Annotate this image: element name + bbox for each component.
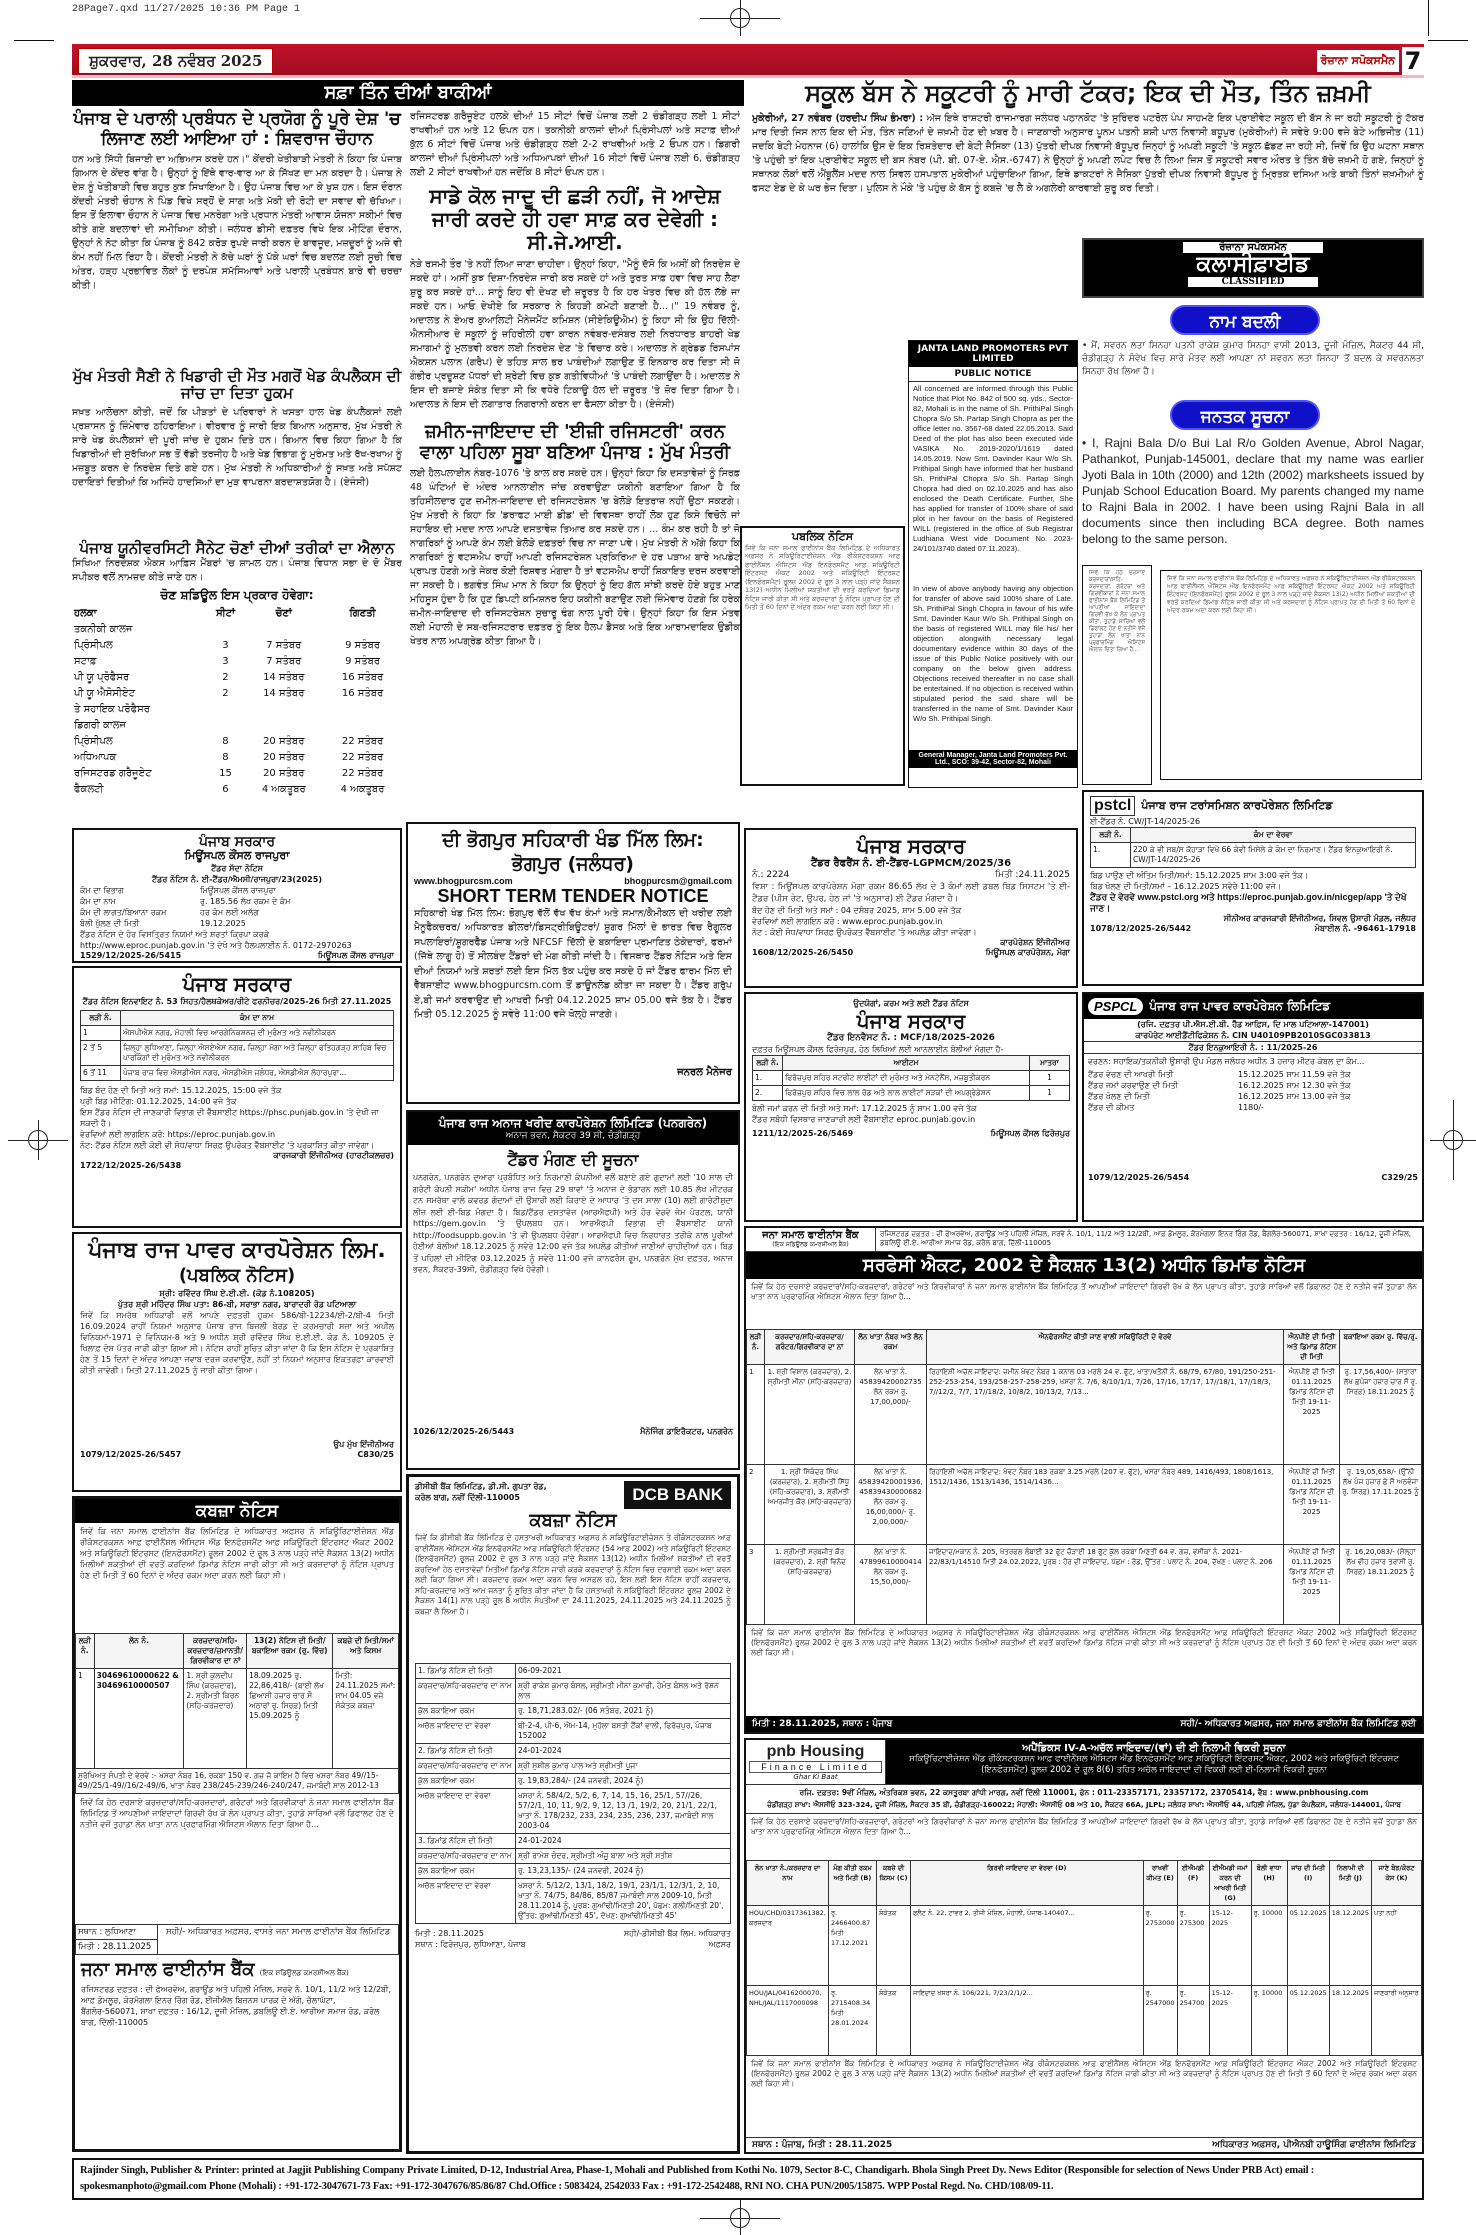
notice-footer: General Manager, Janta Land Promoters Pvt. Ltd., SCO: 39-42, Sector-82, Mohali (909, 750, 1077, 768)
notice-code: 1079/12/2025-26/5457 C830/25 (80, 1450, 394, 1459)
field-row: ਟੈਂਡਰ ਜਮਾਂ ਕਰਵਾਉਣ ਦੀ ਮਿਤੀ 16.12.2025 ਸ਼ਾਮ 12.30 ਵਜੇ ਤੱਕ (1088, 1081, 1351, 1090)
pnb-footer: ਸਥਾਨ : ਪੰਜਾਬ, ਮਿਤੀ : 28.11.2025 ਅਧਿਕਾਰਤ ਅਫ਼ਸਰ, ਪੀਐਨਬੀ ਹਾਊਸਿੰਗ ਫਾਈਨਾਂਸ ਲਿਮਿਟਿਡ (746, 2137, 1422, 2152)
notice-footer: 1026/12/2025-26/5443 ਮੈਨੇਜਿੰਗ ਡਾਇਰੈਕਟਰ, ਪਨਗਰੇਨ (413, 1427, 733, 1436)
notice-body: ਸਹਿਕਾਰੀ ਖੰਡ ਮਿੱਲ ਲਿਮ: ਭੋਗਪੁਰ ਵੱਲੋਂ ਵੱਖ ਵੱਖ ਕੰਮਾਂ ਅਤੇ ਸਮਾਨ/ਕੈਮੀਕਲ ਦੀ ਖਰੀਦ ਲਈ ਮੈਨੂਫੈਕਚਰਰ/ ਅਧਿਕਾਰਤ ਡੀਲਰਾਂ/ਡਿਸਟ੍ਰੀਬਿਊਟਰਾਂ/ ਸ਼ੂਗਰ ਮਿੱਲਾਂ ਦੇ ਭਾਰਤ ਵਿਚ ਰੈਗੂਲਰ ਸਪਲਾਇਰਾਂ/ਸ਼ੂਗਰਫੈੱਡ ਪੰਜਾਬ ਅਤੇ NFCSF ਦਿੱਲੀ ਦੇ ਬਕਾਇਦਾ ਪ੍ਰਮਾਣਿਤ ਠੇਕੇਦਾਰਾਂ, ਫਰਮਾਂ (ਜਿੱਥੇ ਲਾਗੂ ਹੋ) ਤੋਂ ਸੀਲਬੰਦ ਟੈਂਡਰਾਂ ਦੀ ਮੰਗ ਕੀਤੀ ਜਾਂਦੀ ਹੈ। ਵਿਸਥਾਰ ਟੈਂਡਰ ਨੋਟਿਸ ਅਤੇ ਇਸ ਦੀਆਂ ਨਿਯਮਾਂ ਅਤੇ ਸ਼ਰਤਾਂ ਲਈ ਇਸ ਮਿੱਲ ਤੱਕ ਪਹੁੰਚ ਕਰ ਸਕਦੇ ਹੋ ਜਾਂ ਟੈਂਡਰ ਫਾਰਮ ਮਿੱਲ ਦੀ ਵੈੱਬਸਾਈਟ www.bhogpurcsm.com ਤੋਂ ਡਾਊਨਲੋਡ ਕੀਤਾ ਜਾ ਸਕਦਾ ਹੈ। ਟੈਂਡਰ ਗਰੁੱਪ ਏ,ਬੀ ਜਮਾਂ ਕਰਵਾਉਣ ਦੀ ਆਖਰੀ ਮਿਤੀ 04.12.2025 ਸ਼ਾਮ 05.00 ਵਜੇ ਤੱਕ ਹੈ। ਟੈਂਡਰ ਮਿਤੀ 05.12.2025 ਨੂੰ ਸਵੇਰੇ 11:00 ਵਜੇ ਖੋਲ੍ਹੇ ਜਾਣਗੇ। (414, 907, 732, 1021)
mill-title: ਦੀ ਭੋਗਪੁਰ ਸਹਿਕਾਰੀ ਖੰਡ ਮਿੱਲ ਲਿਮ: (442, 829, 704, 851)
headline: ਜ਼ਮੀਨ-ਜਾਇਦਾਦ ਦੀ 'ਈਜ਼ੀ ਰਜਿਸਟਰੀ' ਕਰਨ ਵਾਲਾ ਪਹਿਲਾ ਸੂਬਾ ਬਣਿਆ ਪੰਜਾਬ : ਮੁੱਖ ਮੰਤਰੀ (419, 421, 731, 463)
prebid: ਪ੍ਰੀ ਬਿਡ ਮੀਟਿੰਗ: 01.12.2025, 14:00 ਵਜੇ ਤੱਕ (80, 1097, 237, 1106)
article-body: ਸਖ਼ਤ ਆਲੋਚਨਾ ਕੀਤੀ, ਜਦੋਂ ਕਿ ਪੀੜਤਾਂ ਦੇ ਪਰਿਵਾਰਾਂ ਨੇ ਖਸਤਾ ਹਾਲ ਖੇਡ ਕੰਪਲੈਕਸਾਂ ਲਈ ਪ੍ਰਸ਼ਾਸਨ ਨੂੰ ਜ਼ਿੰਮੇਵਾਰ ਠਹਿਰਾਇਆ। ਵੀਰਵਾਰ ਨੂੰ ਜਾਰੀ ਇਕ ਬਿਆਨ ਅਨੁਸਾਰ, ਮੁੱਖ ਮੰਤਰੀ ਨੇ ਸਾਰੇ ਖੇਡ ਕੰਪਲੈਕਸਾਂ ਦੀ ਪੂਰੀ ਜਾਂਚ ਦੇ ਹੁਕਮ ਦਿਤੇ ਹਨ। ਬਿਆਨ ਵਿਚ ਕਿਹਾ ਗਿਆ ਹੈ ਕਿ ਖਿਡਾਰੀਆਂ ਦੀ ਸੁਰੱਖਿਆ ਸਭ ਤੋਂ ਵੱਡੀ ਤਰਜੀਹ ਹੈ ਅਤੇ ਖੇਡ ਵਿਭਾਗ ਨੂੰ ਮੁਰੰਮਤ ਅਤੇ ਰੱਖ-ਰਖਾਅ ਨੂੰ ਮਜ਼ਬੂਤ ਕਰਨ ਦੇ ਨਿਰਦੇਸ਼ ਦਿਤੇ ਗਏ ਹਨ। ਮੁੱਖ ਮੰਤਰੀ ਨੇ ਅਧਿਕਾਰੀਆਂ ਨੂੰ ਸਖ਼ਤ ਅਤੇ ਸਪੱਸ਼ਟ ਹਦਾਇਤਾਂ ਦਿਤੀਆਂ ਕਿ ਅਜਿਹੇ ਹਾਦਸਿਆਂ ਦਾ ਮੁੜ ਵਾਪਰਨਾ ਬਰਦਾਸ਼ਤਯੋਗ ਹੈ। (ਏਜੰਸੀ) (72, 406, 402, 488)
schedule-row: ਫੈਕਲਟੀ 6 4 ਅਕਤੂਬਰ 4 ਅਕਤੂਬਰ (74, 783, 385, 795)
gov-title: ਪੰਜਾਬ ਸਰਕਾਰ (198, 834, 276, 850)
tender-ferozpur (744, 992, 1078, 1222)
tender-pungrain (406, 1110, 740, 1470)
tender-note: ਨੋਟ : ਕੋਈ ਸੋਧ/ਵਾਧਾ ਸਿਰਫ਼ ਉਪਰੋਕਤ ਵੈੱਬਸਾਈਟ 'ਤੇ ਅਪਲੋਡ ਕੀਤਾ ਜਾਵੇਗਾ। (752, 927, 977, 937)
table-row: ਕਰਜ਼ਦਾਰ/ਸਹਿ-ਕਰਜ਼ਦਾਰ ਦਾ ਨਾਮ ਸ਼੍ਰੀ ਸੁਸ਼ੀਲ ਕੁਮਾਰ ਪਾਲ ਅਤੇ ਸ਼੍ਰੀਮਤੀ ਪੂਜਾ (416, 1759, 731, 1774)
notice-title: ਪਬਲਿਕ ਨੋਟਿਸ (791, 530, 854, 543)
table-row: HOU/CHD/0317361382, ਕਰਜ਼ਦਾਰ ਰੁ. 2466400.87 ਮਿਤੀ 17.12.2021 ਸੰਕੇਤਕ ਫਲੈਟ ਨੰ. 22, ਟਾਵਰ 2, ਤੀਜੀ ਮੰਜ਼ਿਲ, ਮੋਹਾਲੀ, ਪੰਜਾਬ-140407... ਰੁ. 2753000 ਰੁ. 275300 15-12-2025 ਰੁ. 10000 05.12.2025 18.12.2025 ਪਤਾ ਨਹੀਂ (747, 1906, 1422, 1986)
pspcl-title: ਪੰਜਾਬ ਰਾਜ ਪਾਵਰ ਕਾਰਪੋਰੇਸ਼ਨ ਲਿਮਿਟਿਡ (1149, 999, 1331, 1013)
notice-signature-table: ਸਥਾਨ : ਲੁਧਿਆਣਾ ਸਹੀ/- ਅਧਿਕਾਰਤ ਅਫ਼ਸਰ, ਵਾਸਤੇ ਜਨਾ ਸਮਾਲ ਫਾਈਨਾਂਸ ਬੈਂਕ ਲਿਮਿਟਿਡ ਮਿਤੀ : 28.11.2025 (75, 1924, 399, 1955)
article-cji (410, 185, 740, 420)
field-row: ਟੈਂਡਰ ਵੇਚਣ ਦੀ ਆਖਰੀ ਮਿਤੀ 15.12.2025 ਸ਼ਾਮ 11.59 ਵਜੇ ਤੱਕ (1088, 1070, 1351, 1079)
public-info-label: ਜਨਤਕ ਸੂਚਨਾ (1170, 400, 1320, 430)
table-row: ਅਚੱਲ ਜਾਇਦਾਦ ਦਾ ਵੇਰਵਾ ਬੀ-2-4, ਪੀ-6, ਐਮ-14, ਮੁਹੱਲਾ ਬਸਤੀ ਟੈਂਕਾਂ ਵਾਲੀ, ਫਿਰੋਜ਼ਪੁਰ, ਪੰਜਾਬ 152002 (416, 1719, 731, 1744)
field-row: ਕੰਮ ਦੀ ਲਾਗਤ/ਬਿਆਨਾ ਰਕਮ ਹਰ ਕੰਮ ਲਈ ਅਲੱਗ (80, 907, 259, 917)
table-row: ਅਚੱਲ ਜਾਇਦਾਦ ਦਾ ਵੇਰਵਾ ਖਸਰਾ ਨੰ. 5/12/2, 13/1, 18/2, 19/1, 23/1/1, 12/3/1, 2, 10, ਖਾਤਾ ਨੰ. 74/75, 84/86, 85/87 ਜਮਾਬੰਦੀ ਸਾਲ 2009-10, ਮਿਤੀ 28.11.2014 ਨੂੰ, ਪੂਰਬ: ਗੁਆਂਢੀ/ਮਿਣਤੀ 20', ਪੱਛਮ: ਗਲੀ/ਮਿਣਤੀ 20', ਉੱਤਰ: ਗੁਆਂਢੀ/ਮਿਣਤੀ 45', ਦੱਖਣ: ਗੁਆਂਢੀ/ਮਿਣਤੀ 45' (416, 1879, 731, 1924)
pnb-address: ਰਜਿ. ਦਫ਼ਤਰ: 9ਵੀਂ ਮੰਜ਼ਿਲ, ਅੰਤਰਿਕਸ਼ ਭਵਨ, 22 ਕਸਤੂਰਬਾ ਗਾਂਧੀ ਮਾਰਗ, ਨਵੀਂ ਦਿੱਲੀ 110001, ਫੋਨ : 011-23357171, 23357172, 23705414, ਵੈੱਬ : www.pnbhousing.com (746, 1784, 1422, 1800)
dcb-logo: DCB BANK (624, 1481, 731, 1509)
notice-body: ਜਿਵੇਂ ਕਿ ਜਨਾ ਸਮਾਲ ਫਾਈਨਾਂਸ ਬੈਂਕ ਲਿਮਿਟਿਡ ਦੇ ਅਧਿਕਾਰਤ ਅਫ਼ਸਰ ਨੇ ਸਕਿਊਰਿਟਾਈਜ਼ੇਸ਼ਨ ਐਂਡ ਰੀਕੰਸਟਰਕਸ਼ਨ ਆਫ਼ ਫਾਈਨੈਂਸ਼ਲ ਐਸਿਟਸ ਐਂਡ ਇਨਫੋਰਸਮੈਂਟ ਆਫ਼ ਸਕਿਊਰਿਟੀ ਇੰਟਰਸਟ ਐਕਟ 2002 ਅਤੇ ਸਕਿਊਰਿਟੀ ਇੰਟਰਸਟ (ਇਨਫੋਰਸਮੈਂਟ) ਰੂਲਜ਼ 2002 ਦੇ ਰੂਲ 3 ਨਾਲ ਪੜ੍ਹੇ ਜਾਂਦੇ ਸੈਕਸ਼ਨ 13(2) ਅਧੀਨ ਮਿਲੀਆਂ ਸ਼ਕਤੀਆਂ ਦੀ ਵਰਤੋਂ ਕਰਦਿਆਂ ਡਿਮਾਂਡ ਨੋਟਿਸ ਜਾਰੀ ਕੀਤਾ ਸੀ ਅਤੇ ਕਰਜ਼ਦਾਰਾਂ ਨੂੰ ਨੋਟਿਸ ਪ੍ਰਾਪਤ ਹੋਣ ਦੀ ਮਿਤੀ ਤੋਂ 60 ਦਿਨਾਂ ਦੇ ਅੰਦਰ ਰਕਮ ਅਦਾ ਕਰਨ ਲਈ ਕਿਹਾ ਸੀ। (745, 543, 900, 612)
article-easy-registry (410, 422, 740, 784)
classified-notice-right: ਜਿਵੇਂ ਕਿ ਜਨਾ ਸਮਾਲ ਫਾਈਨਾਂਸ ਬੈਂਕ ਲਿਮਿਟਿਡ ਦੇ ਅਧਿਕਾਰਤ ਅਫ਼ਸਰ ਨੇ ਸਕਿਊਰਿਟਾਈਜ਼ੇਸ਼ਨ ਐਂਡ ਰੀਕੰਸਟਰਕਸ਼ਨ ਆਫ਼ ਫਾਈਨੈਂਸ਼ਲ ਐਸਿਟਸ ਐਂਡ ਇਨਫੋਰਸਮੈਂਟ ਆਫ਼ ਸਕਿਊਰਿਟੀ ਇੰਟਰਸਟ ਐਕਟ 2002 ਅਤੇ ਸਕਿਊਰਿਟੀ ਇੰਟਰਸਟ (ਇਨਫੋਰਸਮੈਂਟ) ਰੂਲਜ਼ 2002 ਦੇ ਰੂਲ 3 ਨਾਲ ਪੜ੍ਹੇ ਜਾਂਦੇ ਸੈਕਸ਼ਨ 13(2) ਅਧੀਨ ਮਿਲੀਆਂ ਸ਼ਕਤੀਆਂ ਦੀ ਵਰਤੋਂ ਕਰਦਿਆਂ ਡਿਮਾਂਡ ਨੋਟਿਸ ਜਾਰੀ ਕੀਤਾ ਸੀ ਅਤੇ ਕਰਜ਼ਦਾਰਾਂ ਨੂੰ ਨੋਟਿਸ ਪ੍ਰਾਪਤ ਹੋਣ ਦੀ ਮਿਤੀ ਤੋਂ 60 ਦਿਨਾਂ ਦੇ ਅੰਦਰ ਰਕਮ ਅਦਾ ਕਰਨ ਲਈ ਕਿਹਾ ਸੀ। (1160, 570, 1422, 780)
article-body: ਸਿਖਿਆ ਨਿਰਦੇਸ਼ਕ ਐਕਸ ਆਫ਼ਿਸ ਮੈਂਬਰਾਂ 'ਚ ਸ਼ਾਮਲ ਹਨ। ਪੰਜਾਬ ਵਿਧਾਨ ਸਭਾ ਦੇ ਦੋ ਮੈਂਬਰ ਸਪੀਕਰ ਵਲੋਂ ਨਾਮਜ਼ਦ ਕੀਤੇ ਜਾਣੇ ਹਨ। (72, 558, 402, 584)
demand-table: ਲੜੀ ਨੰ. ਕਰਜ਼ਦਾਰ/ਸਹਿ-ਕਰਜ਼ਦਾਰ/ਗਰੰਟਰ/ਗਿਰਵੀਕਾਰ ਦਾ ਨਾਂ ਲੋਨ ਖਾਤਾ ਨੰਬਰ ਅਤੇ ਲੋਨ ਰਕਮ ਐਨਫੋਰਸਮੈਂਟ ਕੀਤੀ ਜਾਣ ਵਾਲੀ ਸਕਿਉਰਿਟੀ ਦੇ ਵੇਰਵੇ ਐਨਪੀਏ ਦੀ ਮਿਤੀ ਅਤੇ ਡਿਮਾਂਡ ਨੋਟਿਸ ਦੀ ਮਿਤੀ ਬਕਾਇਆ ਰਕਮ ਰੁ. ਵਿੱਚ/ਰੁ. 1 1. ਸ਼੍ਰੀ ਵਿਸ਼ਾਲ (ਕਰਜ਼ਦਾਰ), 2. ਸ਼੍ਰੀਮਤੀ ਮੀਨਾ (ਸਹਿ-ਕਰਜ਼ਦਾਰ) ਲੋਨ ਖਾਤਾ ਨੰ. 45839420002735 ਲੋਨ ਰਕਮ ਰੁ. 17,00,000/- ਰਿਹਾਇਸ਼ੀ ਅਚੱਲ ਜਾਇਦਾਦ: ਜ਼ਮੀਨ ਖੇਵਟ ਨੰਬਰ 1 ਕਨਾਲ 03 ਮਰਲੇ 24 ਵ. ਫੁੱਟ, ਖਾਤਾ/ਖਤੌਨੀ ਨੰ. 68/79, 67/80, 191/250-251-252-253-254, 193/258-257-258-259, ਖਸਰਾ ਨੰ. 7/6, 8/10/1/1, 7/26, 17/16, 17/17, 17//18/1, 17//18/3, 7//12/2, 7/7, 17//18/2, 10/8/2, 10/13/2, 7/13... ਐਨਪੀਏ ਦੀ ਮਿਤੀ 01.11.2025 ਡਿਮਾਂਡ ਨੋਟਿਸ ਦੀ ਮਿਤੀ 19-11-2025 ਰੁ. 17,56,400/- (ਸਤਾਰਾਂ ਲੱਖ ਛਪੰਜਾ ਹਜ਼ਾਰ ਚਾਰ ਸੌ ਰੁ. ਸਿਰਫ਼) 18.11.2025 ਨੂੰ 2 1. ਸ਼੍ਰੀ ਸਿਕੰਦਰ ਸਿੰਘ (ਕਰਜ਼ਦਾਰ), 2. ਸ਼੍ਰੀਮਤੀ ਸਿੱਧੂ (ਸਹਿ-ਕਰਜ਼ਦਾਰ), 3. ਸ਼੍ਰੀਮਤੀ ਅਮਰਜੀਤ ਕੌਰ (ਸਹਿ-ਕਰਜ਼ਦਾਰ) ਲੋਨ ਖਾਤਾ ਨੰ. 45839420001936, 45839430000682 ਲੋਨ ਰਕਮ ਰੁ. 16,00,000/- ਰੁ. 2,00,000/- ਰਿਹਾਇਸ਼ੀ ਅਚੱਲ ਜਾਇਦਾਦ: ਖੇਵਟ ਨੰਬਰ 183 ਰਕਬਾ 3.25 ਮਰਲੇ (207 ਵ. ਫੁੱਟ), ਖਸਰਾ ਨੰਬਰ 489, 1416/493, 1808/1613, 1512/1436, 1513/1436, 1514/1436... ਐਨਪੀਏ ਦੀ ਮਿਤੀ 01.11.2025 ਡਿਮਾਂਡ ਨੋਟਿਸ ਦੀ ਮਿਤੀ 19-11-2025 ਰੁ. 19,05,658/- (ਉੱਨੀ ਲੱਖ ਪੰਜ ਹਜ਼ਾਰ ਛੇ ਸੌ ਅਠਵੰਜਾ ਰੁ. ਸਿਰਫ਼) 17.11.2025 ਨੂੰ 3 1. ਸ਼੍ਰੀਮਤੀ ਸਰਬਜੀਤ ਕੌਰ (ਕਰਜ਼ਦਾਰ), 2. ਸ਼੍ਰੀ ਵਿਨੋਦ (ਸਹਿ-ਕਰਜ਼ਦਾਰ) ਲੋਨ ਖਾਤਾ ਨੰ. 47899610000414 ਲੋਨ ਰਕਮ ਰੁ. 15,50,000/- ਜਾਇਦਾਦ/ਮਕਾਨ ਨੰ. 205, ਖੇਤਰਫਲ ਲੰਬਾਈ 32 ਫੁੱਟ ਚੌੜਾਈ 18 ਫੁੱਟ ਕੁੱਲ ਰਕਬਾ ਮਿਣਤੀ 64 ਵ. ਗਜ਼, ਵਸੀਕਾ ਨੰ. 2021-22/83/1/14510 ਮਿਤੀ 24.02.2022, ਪੂਰਬ : ਹੋਰ ਦੀ ਜਾਇਦਾਦ, ਪੱਛਮ : ਰੋਡ, ਉੱਤਰ : ਪਲਾਟ ਨੰ. 204, ਦੱਖਣ : ਪਲਾਟ ਨੰ. 206 ਐਨਪੀਏ ਦੀ ਮਿਤੀ 01.11.2025 ਡਿਮਾਂਡ ਨੋਟਿਸ ਦੀ ਮਿਤੀ 19-11-2025 ਰੁ. 16,20,083/- (ਸੋਲ੍ਹਾਂ ਲੱਖ ਵੀਹ ਹਜ਼ਾਰ ਤਰਾਸੀ ਰੁ. ਸਿਰਫ਼) 18.11.2025 ਨੂੰ (746, 1329, 1422, 1625)
tender-ref: ਈ-ਟੈਂਡਰ ਨੰ. CW/JT-14/2025-26 (1090, 817, 1201, 826)
table-row: 1 ਐਸਪੀਐਸ ਨਗਰ, ਮੋਹਾਲੀ ਵਿਚ ਆਰਗੇਨਿਕਸ਼ਨਜ਼ ਦੀ ਮੁਰੰਮਤ ਅਤੇ ਨਵੀਨੀਕਰਨ (81, 1026, 394, 1041)
article-body: ਹਨ ਅਤੇ ਸਿੱਧੀ ਬਿਜਾਈ ਦਾ ਅਭਿਆਸ ਕਰਦੇ ਹਨ।" ਕੇਂਦਰੀ ਖੇਤੀਬਾੜੀ ਮੰਤਰੀ ਨੇ ਕਿਹਾ ਕਿ ਪੰਜਾਬ ਗਿਆਨ ਦੇ ਕੇਂਦਰ ਵਾਂਗ ਹੈ। ਉਨ੍ਹਾਂ ਨੂੰ ਇੱਥੇ ਵਾਰ-ਵਾਰ ਆ ਕੇ ਸਿੱਖਣ ਦਾ ਮਨ ਕਰਦਾ ਹੈ। ਪੰਜਾਬ ਨੇ ਦੇਸ਼ ਨੂੰ ਖੇਤੀਬਾੜੀ ਵਿਚ ਬਹੁਤ ਕੁਝ ਸਿਖਾਇਆ ਹੈ। ਉਹ ਪੰਜਾਬ ਵਿਚ ਆ ਕੇ ਖੁਸ਼ ਹਨ। ਇਸ ਦੌਰਾਨ ਕੇਂਦਰੀ ਮੰਤਰੀ ਚੌਹਾਨ ਨੇ ਪਿੰਡ ਵਿਖੇ ਸਰ੍ਹੋਂ ਦੇ ਸਾਗ ਅਤੇ ਮੱਕੀ ਦੀ ਰੋਟੀ ਦਾ ਸਵਾਦ ਵੀ ਚੱਖਿਆ। ਇਸ ਤੋਂ ਇਲਾਵਾ ਚੌਹਾਨ ਨੇ ਪੰਜਾਬ ਵਿਚ ਮਨਰੇਗਾ ਅਤੇ ਪ੍ਰਧਾਨ ਮੰਤਰੀ ਆਵਾਸ ਯੋਜਨਾ ਸਕੀਮਾਂ ਵਿਚ ਕੀਤੇ ਗਏ ਬਦਲਾਵਾਂ ਦੀ ਸਮੀਖਿਆ ਕੀਤੀ। ਜਲੰਧਰ ਡੀਸੀ ਦਫ਼ਤਰ ਵਿਖੇ ਇਕ ਮੀਟਿੰਗ ਦੌਰਾਨ, ਉਨ੍ਹਾਂ ਨੇ ਨੋਟ ਕੀਤਾ ਕਿ ਪੰਜਾਬ ਨੂੰ 842 ਕਰੋੜ ਰੁਪਏ ਜਾਰੀ ਕਰਨ ਦੇ ਬਾਵਜੂਦ, ਮਜ਼ਦੂਰਾਂ ਨੂੰ ਅਜੇ ਵੀ ਕੰਮ ਨਹੀਂ ਮਿਲ ਰਿਹਾ ਹੈ। ਕੇਂਦਰੀ ਮੰਤਰੀ ਨੇ ਕੱਚੇ ਘਰਾਂ ਨੂੰ ਪੱਕੇ ਘਰਾਂ ਵਿਚ ਬਦਲਣ ਲਈ ਸੂਚੀ ਵਿਚ ਅੰਤਰ, ਹੜ੍ਹ ਪ੍ਰਭਾਵਿਤ ਲੋਕਾਂ ਨੂੰ ਦਰਪੇਸ਼ ਸਮੱਸਿਆਵਾਂ ਅਤੇ ਪਰਾਲੀ ਪ੍ਰਬੰਧਨ ਬਾਰੇ ਵੀ ਚਰਚਾ ਕੀਤੀ। (72, 154, 402, 292)
tender-note: ਟੈਂਡਰ ਨੋਟਿਸ ਦੇ ਹੋਰ ਵਿਸਤ੍ਰਿਤ ਨਿਯਮਾਂ ਅਤੇ ਸ਼ਰਤਾਂ ਕ੍ਰਿਪਾ ਕਰਕੇ http://www.eproc.punjab.gov.in 'ਤੇ ਦੇਖੋ ਅਤੇ ਹੈਲਪਲਾਈਨ ਨੰ. 0172-2970263 (80, 929, 352, 950)
table-row: 2 1. ਸ਼੍ਰੀ ਸਿਕੰਦਰ ਸਿੰਘ (ਕਰਜ਼ਦਾਰ), 2. ਸ਼੍ਰੀਮਤੀ ਸਿੱਧੂ (ਸਹਿ-ਕਰਜ਼ਦਾਰ), 3. ਸ਼੍ਰੀਮਤੀ ਅਮਰਜੀਤ ਕੌਰ (ਸਹਿ-ਕਰਜ਼ਦਾਰ) ਲੋਨ ਖਾਤਾ ਨੰ. 45839420001936, 45839430000682 ਲੋਨ ਰਕਮ ਰੁ. 16,00,000/- ਰੁ. 2,00,000/- ਰਿਹਾਇਸ਼ੀ ਅਚੱਲ ਜਾਇਦਾਦ: ਖੇਵਟ ਨੰਬਰ 183 ਰਕਬਾ 3.25 ਮਰਲੇ (207 ਵ. ਫੁੱਟ), ਖਸਰਾ ਨੰਬਰ 489, 1416/493, 1808/1613, 1512/1436, 1513/1436, 1514/1436... ਐਨਪੀਏ ਦੀ ਮਿਤੀ 01.11.2025 ਡਿਮਾਂਡ ਨੋਟਿਸ ਦੀ ਮਿਤੀ 19-11-2025 ਰੁ. 19,05,658/- (ਉੱਨੀ ਲੱਖ ਪੰਜ ਹਜ਼ਾਰ ਛੇ ਸੌ ਅਠਵੰਜਾ ਰੁ. ਸਿਰਫ਼) 17.11.2025 ਨੂੰ (747, 1465, 1422, 1545)
headline: ਸਾਡੇ ਕੋਲ ਜਾਦੂ ਦੀ ਛੜੀ ਨਹੀਂ, ਜੋ ਆਦੇਸ਼ ਜਾਰੀ ਕਰਦੇ ਹੀ ਹਵਾ ਸਾਫ਼ ਕਰ ਦੇਵੇਗੀ : ਸੀ.ਜੇ.ਆਈ. (429, 184, 721, 254)
classified-subtitle: CLASSIFIED (1188, 277, 1318, 287)
company-name: JANTA LAND PROMOTERS PVT LIMITED (909, 341, 1077, 367)
masthead-logo: ਰੋਜ਼ਾਨਾ ਸਪੋਕਸਮੈਨ (1317, 50, 1399, 72)
pspcl-public-notice (72, 1232, 402, 1492)
schedule-row: ਤਕਨੀਕੀ ਕਾਲਜ (74, 623, 133, 635)
closing-date: ਬੰਦ ਹੋਣ ਦੀ ਮਿਤੀ ਅਤੇ ਸਮਾਂ : 04 ਦਸੰਬਰ 2025, ਸ਼ਾਮ 5.00 ਵਜੇ ਤੱਕ (752, 905, 962, 915)
schedule-table (72, 605, 402, 797)
field-row: ਟੈਂਡਰ ਦੀ ਕੀਮਤ 1180/- (1088, 1103, 1264, 1112)
notice-intro: ਜਿਵੇਂ ਕਿ ਜਨਾ ਸਮਾਲ ਫਾਈਨਾਂਸ ਬੈਂਕ ਲਿਮਿਟਿਡ ਦੇ ਅਧਿਕਾਰਤ ਅਫ਼ਸਰ ਨੇ ਸਕਿਊਰਿਟਾਈਜ਼ੇਸ਼ਨ ਐਂਡ ਰੀਕੰਸਟਰਕਸ਼ਨ ਆਫ਼ ਫਾਈਨੈਂਸ਼ਲ ਐਸਿਟਸ ਐਂਡ ਇਨਫੋਰਸਮੈਂਟ ਆਫ਼ ਸਕਿਊਰਿਟੀ ਇੰਟਰਸਟ ਐਕਟ 2002 ਅਤੇ ਸਕਿਊਰਿਟੀ ਇੰਟਰਸਟ (ਇਨਫੋਰਸਮੈਂਟ) ਰੂਲਜ਼ 2002 ਦੇ ਰੂਲ 3 ਨਾਲ ਪੜ੍ਹੇ ਜਾਂਦੇ ਸੈਕਸ਼ਨ 13(2) ਅਧੀਨ ਮਿਲੀਆਂ ਸ਼ਕਤੀਆਂ ਦੀ ਵਰਤੋਂ ਕਰਦਿਆਂ ਡਿਮਾਂਡ ਨੋਟਿਸ ਜਾਰੀ ਕੀਤਾ ਸੀ ਅਤੇ ਕਰਜ਼ਦਾਰਾਂ ਨੂੰ ਨੋਟਿਸ ਪ੍ਰਾਪਤ ਹੋਣ ਦੀ ਮਿਤੀ ਤੋਂ 60 ਦਿਨਾਂ ਦੇ ਅੰਦਰ ਰਕਮ ਅਦਾ ਕਰਨ ਲਈ ਕਿਹਾ ਸੀ। (80, 1527, 394, 1580)
crop-mark-right (1430, 1100, 1476, 1180)
tender-code: 1722/12/2025-26/5438 (80, 1161, 182, 1170)
article-saini (72, 368, 402, 538)
tender-footer: 1608/12/2025-26/5450 ਮਿਊਂਸਪਲ ਕਾਰਪੋਰੇਸ਼ਨ, ਮੋਗਾ (752, 947, 1070, 957)
schedule-row: ਪੀ ਯੂ ਐਸੋਸੀਏਟ 2 14 ਸਤੰਬਰ 16 ਸਤੰਬਰ (74, 687, 384, 699)
notice-title: ਪੰਜਾਬ ਰਾਜ ਪਾਵਰ ਕਾਰਪੋਰੇਸ਼ਨ ਲਿਮ. (88, 1238, 386, 1263)
notice-body-2: In view of above anybody having any objection for transfer of above said 100% share of Late. Sh. PrithiPal Singh Chopra in favour of his wife Smt. Davinder Kaur W/o Sh. Prithipal Singh on the basis of registered WILL may file his/ her objection alongwith necessary legal documentary evidence within 30 days of the issue of this Public Notice positively with our company on the below given address. Objections received thereafter in no case shall be entertained. If no objection is received within stipulated period the said share will be transferred in the name of Smt. Davinder Kaur W/o Sh. Prithipal Singh. (913, 584, 1073, 724)
imprint-footer: Rajinder Singh, Publisher & Printer: printed at Jagjit Publishing Company Private Limited, D-12, Industrial Area, Phase-1, Mohali and Published from Kothi No. 1079, Sector 8-C, Chandigarh. Bhola Singh Preet Dy. News Editor (Responsible for selection of News Under PRB Act) email : spokesmanphoto@gmail.com Phone (Mohali) : +91-172-3047671-73 Fax: +91-172-3047676/85/86/87 Chd.Office : 5083424, 2542033 Fax : +91-172-2542488, RNI NO. CHA PUN/2005/15875. WPP Postal Regd. No. CHD/108/09-11. (72, 2158, 1424, 2200)
table-row: ਕਰਜ਼ਦਾਰ/ਸਹਿ-ਕਰਜ਼ਦਾਰ ਦਾ ਨਾਮ ਸ਼੍ਰੀ ਰਾਮੇਸ਼ ਚੰਦਰ, ਸ਼੍ਰੀਮਤੀ ਅੰਜੂ ਬਾਲਾ ਅਤੇ ਸ਼੍ਰੀ ਸਤੀਸ਼ (416, 1849, 731, 1864)
crop-mark-left (8, 1120, 68, 1160)
email-link[interactable]: bhogpurcsm@gmail.com (624, 876, 732, 886)
classified-title: ਕਲਾਸੀਫ਼ਾਈਡ (1196, 252, 1310, 277)
table-row: 1 1. ਸ਼੍ਰੀ ਵਿਸ਼ਾਲ (ਕਰਜ਼ਦਾਰ), 2. ਸ਼੍ਰੀਮਤੀ ਮੀਨਾ (ਸਹਿ-ਕਰਜ਼ਦਾਰ) ਲੋਨ ਖਾਤਾ ਨੰ. 45839420002735 ਲੋਨ ਰਕਮ ਰੁ. 17,00,000/- ਰਿਹਾਇਸ਼ੀ ਅਚੱਲ ਜਾਇਦਾਦ: ਜ਼ਮੀਨ ਖੇਵਟ ਨੰਬਰ 1 ਕਨਾਲ 03 ਮਰਲੇ 24 ਵ. ਫੁੱਟ, ਖਾਤਾ/ਖਤੌਨੀ ਨੰ. 68/79, 67/80, 191/250-251-252-253-254, 193/258-257-258-259, ਖਸਰਾ ਨੰ. 7/6, 8/10/1/1, 7/26, 17/16, 17/17, 17//18/1, 17//18/3, 7//12/2, 7/7, 17//18/2, 10/8/2, 10/13/2, 7/13... ਐਨਪੀਏ ਦੀ ਮਿਤੀ 01.11.2025 ਡਿਮਾਂਡ ਨੋਟਿਸ ਦੀ ਮਿਤੀ 19-11-2025 ਰੁ. 17,56,400/- (ਸਤਾਰਾਂ ਲੱਖ ਛਪੰਜਾ ਹਜ਼ਾਰ ਚਾਰ ਸੌ ਰੁ. ਸਿਰਫ਼) 18.11.2025 ਨੂੰ (747, 1365, 1422, 1465)
tender-footer: 1079/12/2025-26/5454 C329/25 (1088, 1173, 1418, 1182)
sarfaesi-banner: ਸਰਫੇਸੀ ਐਕਟ, 2002 ਦੇ ਸੈਕਸ਼ਨ 13(2) ਅਧੀਨ ਡਿਮਾਂਡ ਨੋਟਿਸ (746, 1252, 1422, 1279)
janta-land-notice (908, 340, 1078, 788)
notice-body: ਜਿਵੇਂ ਕਿ ਡੀਸੀਬੀ ਬੈਂਕ ਲਿਮਿਟਿਡ ਦੇ ਹਸਤਾਖਰੀ ਅਧਿਕਾਰਤ ਅਫ਼ਸਰ ਨੇ ਸਕਿਊਰਿਟਾਈਜ਼ੇਸ਼ਨ ਤੇ ਰੀਕੰਸਟਰਕਸ਼ਨ ਆਫ਼ ਫਾਈਨੈਂਸ਼ਲ ਐਸਿਟਸ ਐਂਡ ਇਨਫੋਰਸਮੈਂਟ ਆਫ਼ ਸਕਿਊਰਿਟੀ ਇੰਟਰਸਟ (54 ਆਫ਼ 2002) ਅਤੇ ਸਕਿਊਰਿਟੀ ਇੰਟਰਸਟ (ਇਨਫੋਰਸਮੈਂਟ) ਰੂਲਜ਼ 2002 ਦੇ ਰੂਲ 3 ਨਾਲ ਪੜ੍ਹੇ ਜਾਂਦੇ ਸੈਕਸ਼ਨ 13(12) ਅਧੀਨ ਮਿਲੀਆਂ ਸ਼ਕਤੀਆਂ ਦੀ ਵਰਤੋਂ ਕਰਦਿਆਂ ਹੇਠ ਦਸਤਾਵੇਜ਼ਾਂ ਮਿਤੀਆਂ ਡਿਮਾਂਡ ਨੋਟਿਸ ਜਾਰੀ ਕਰਕੇ ਕਰਜ਼ਦਾਰਾਂ ਨੂੰ ਨੋਟਿਸ ਵਿਚ ਦਰਸਾਈ ਰਕਮ ਅਦਾ ਕਰਨ ਲਈ ਕਿਹਾ ਗਿਆ ਸੀ। ਕਰਜ਼ਦਾਰ ਰਕਮ ਅਦਾ ਕਰਨ ਵਿਚ ਅਸਫ਼ਲ ਰਹੇ, ਇਸ ਲਈ ਇਸ ਨੋਟਿਸ ਰਾਹੀਂ ਕਰਜ਼ਦਾਰ, ਸਹਿ-ਕਰਜ਼ਦਾਰ ਅਤੇ ਆਮ ਜਨਤਾ ਨੂੰ ਸੂਚਿਤ ਕੀਤਾ ਜਾਂਦਾ ਹੈ ਕਿ ਹਸਤਾਖਰੀ ਨੇ ਸਕਿਊਰਿਟੀ ਇੰਟਰਸਟ ਰੂਲਜ਼ 2002 ਦੇ ਸੈਕਸ਼ਨ 14(1) ਨਾਲ ਪੜ੍ਹੇ ਰੂਲ 8 ਅਧੀਨ ਸੰਪਤੀਆਂ ਦਾ 24.11.2025, 24.11.2025 ਅਤੇ 24.11.2025 ਨੂੰ ਕਬਜ਼ਾ ਲੈ ਲਿਆ ਹੈ। (415, 1533, 731, 1616)
pnb-title: ਅਪੈਂਡਿਕਸ IV-A-ਅਚੱਲ ਜਾਇਦਾਦ/(ਵਾਂ) ਦੀ ਈ ਨਿਲਾਮੀ ਵਿਕਰੀ ਸੂਚਨਾ ਸਕਿਊਰਿਟਾਈਜ਼ੇਸ਼ਨ ਐਂਡ ਰੀਕੰਸਟਰਕਸ਼ਨ ਆਫ਼ ਫਾਈਨੈਂਸ਼ਲ ਐਸਿਟਸ ਐਂਡ ਇਨਫੋਰਸਮੈਂਟ ਆਫ਼ ਸਕਿਊਰਿਟੀ ਇੰਟਰਸਟ ਐਕਟ, 2002 ਅਤੇ ਸਕਿਊਰਿਟੀ ਇੰਟਰਸਟ (ਇਨਫੋਰਸਮੈਂਟ) ਰੂਲਜ਼ 2002 ਦੇ ਰੂਲ 8(6) ਤਹਿਤ ਅਚੱਲ ਜਾਇਦਾਦਾਂ ਦੀ ਵਿਕਰੀ ਲਈ ਈ-ਨਿਲਾਮੀ ਵਿਕਰੀ ਸੂਚਨਾ (886, 1740, 1422, 1784)
classified-banner (1082, 238, 1424, 298)
table-row: 1. ਫਿਰੋਜ਼ਪੁਰ ਸ਼ਹਿਰ ਸਟਰੀਟ ਲਾਈਟਾਂ ਦੀ ਮੁਰੰਮਤ ਅਤੇ ਮੇਨਟੇਨੈਂਸ, ਮਜ਼ਬੂਤੀਕਰਨ 1 (753, 1071, 1070, 1086)
dcb-details-table (415, 1663, 731, 1924)
jana-header (746, 1228, 1422, 1252)
open-date: ਬਿਡ ਖੋਲਣ ਦੀ ਮਿਤੀ/ਸਮਾਂ – 16.12.2025 ਸਵੇਰੇ 11:00 ਵਜੇ। (1090, 882, 1282, 891)
article-body: ਮੁਕੇਰੀਆਂ, 27 ਨਵੰਬਰ (ਹਰਦੀਪ ਸਿੰਘ ਭੰਮਰਾ) : ਅੱਜ ਇਥੇ ਰਾਸ਼ਟਰੀ ਰਾਜਮਾਰਗ ਜਲੰਧਰ ਪਠਾਨਕੋਟ 'ਤੇ ਸੁਰਿੰਦਰ ਪਟਰੋਲ ਪੰਪ ਸਾਹਮਣੇ ਇਕ ਪ੍ਰਾਈਵੇਟ ਸਕੂਲ ਦੀ ਬੱਸ ਨੇ ਜਾ ਰਹੀ ਸਕੂਟਰੀ ਨੂੰ ਟੱਕਰ ਮਾਰ ਦਿਤੀ ਜਿਸ ਨਾਲ ਇਕ ਦੀ ਮੌਤ, ਤਿੰਨ ਜਣਿਆਂ ਦੇ ਜ਼ਖ਼ਮੀ ਹੋਣ ਦੀ ਖ਼ਬਰ ਹੈ। ਜਾਣਕਾਰੀ ਅਨੁਸਾਰ ਪੂਨਮ ਪਤਨੀ ਸ਼ਸ਼ੀ ਪਾਲ ਨਿਵਾਸੀ ਬਧੂਪੁਰ (ਮੁਕੇਰੀਆਂ) ਜੋ ਸਵੇਰੇ 9:00 ਵਜੇ ਬੇਟੇ ਅਭਿਜੀਤ (11) ਜਦਕਿ ਬੇਟੀ ਮੇਹਨਾਜ (6) ਹਾਲਾਂਕਿ ਉਸ ਦੇ ਇਕ ਰਿਸ਼ਤੇਦਾਰ ਦੀ ਬੇਟੀ ਜੈਸਿਕਾ (13) ਪੁੱਤਰੀ ਦੀਪਕ ਨਿਵਾਸੀ ਬੱਧੂਪੁਰ ਜਿਨ੍ਹਾਂ ਨੂੰ ਅਪਣੀ ਸਕੂਟੀ 'ਤੇ ਸਕੂਲ ਛੱਡਣ ਜਾ ਰਹੀ ਸੀ, ਜਿਵੇਂ ਕਿ ਉਹ ਘਟਨਾ ਸਥਾਨ 'ਤੇ ਪਹੁੰਚੀ ਤਾਂ ਇਕ ਪ੍ਰਾਈਵੇਟ ਸਕੂਲ ਦੀ ਬਸ ਨੰਬਰ (ਪੀ. ਬੀ. 07-ਏ. ਐਸ.-6747) ਨੇ ਉਨ੍ਹਾਂ ਨੂੰ ਅਪਣੀ ਲਪੇਟ ਵਿਚ ਲੈ ਲਿਆ ਜਿਸ ਤੋਂ ਸਕੂਟਰੀ ਸਵਾਰ ਔਰਤ ਤੇ ਤਿੰਨ ਬੱਚੇ ਜ਼ਖ਼ਮੀ ਹੋ ਗਏ, ਜਿਨ੍ਹਾਂ ਨੂੰ ਸਥਾਨਕ ਲੋਕਾਂ ਵਲੋਂ ਐਂਬੂਲੈਂਸ ਮਦਦ ਨਾਲ ਸਿਵਲ ਹਸਪਤਾਲ ਮੁਕੇਰੀਆਂ ਪਹੁੰਚਾਇਆ ਗਿਆ, ਇਥੇ ਡਾਕਟਰਾਂ ਨੇ ਜੈਸਿਕਾ ਪੁੱਤਰੀ ਦੀਪਕ ਨਿਵਾਸੀ ਬੱਧੂਪੁਰ ਨੂੰ ਮ੍ਰਿਤਕ ਦਸਿਆ ਅਤੇ ਬਾਕੀ ਤਿੰਨਾਂ ਜ਼ਖ਼ਮੀਆਂ ਨੂੰ ਫਸਟ ਏਡ ਦੇ ਕੇ ਘਰ ਭੇਜ ਦਿਤਾ। ਪੁਲਿਸ ਨੇ ਮੌਕੇ 'ਤੇ ਪਹੁੰਚ ਕੇ ਬੱਸ ਨੂੰ ਕਬਜ਼ੇ 'ਚ ਲੈ ਕੇ ਅਗਲੇਰੀ ਕਾਰਵਾਈ ਸ਼ੁਰੂ ਕਰ ਦਿਤੀ। (752, 112, 1424, 194)
public-notice-small (740, 526, 905, 786)
article-graduate-seats: ਰਜਿਸਟਰਡ ਗਰੈਜੂਏਟ ਹਲਕੇ ਦੀਆਂ 15 ਸੀਟਾਂ ਵਿਚੋਂ ਪੰਜਾਬ ਲਈ 2 ਚੰਡੀਗੜ੍ਹ ਲਈ 1 ਸੀਟਾਂ ਰਾਖਵੀਆਂ ਹਨ ਅਤੇ 12 ਓਪਨ ਹਨ। ਤਕਨੀਕੀ ਕਾਲਜਾਂ ਦੀਆਂ ਪ੍ਰਿੰਸੀਪਲਾਂ ਅਤੇ ਸਟਾਫ਼ ਦੀਆਂ ਕੁੱਲ 6 ਸੀਟਾਂ ਵਿਚੋਂ ਪੰਜਾਬ ਅਤੇ ਚੰਡੀਗੜ੍ਹ ਲਈ 2-2 ਰਾਖਵੀਆਂ ਅਤੇ 2 ਓਪਨ ਹਨ। ਡਿਗਰੀ ਕਾਲਜਾਂ ਦੀਆਂ ਪ੍ਰਿੰਸੀਪਲਾਂ ਅਤੇ ਅਧਿਆਪਕਾਂ ਦੀਆਂ 16 ਸੀਟਾਂ ਵਿਚੋਂ ਪੰਜਾਬ ਲਈ 6, ਚੰਡੀਗੜ੍ਹ ਲਈ 2 ਸੀਟਾਂ ਰਾਖਵੀਆਂ ਹਨ ਜਦੋਂਕਿ 8 ਸੀਟਾਂ ਓਪਨ ਹਨ। (410, 111, 740, 178)
eproc-link[interactable]: ਵੇਰਵਿਆਂ ਲਈ ਲਾਗਇਨ ਕਰੋ : www.eproc.punjab.gov.in (752, 916, 943, 926)
jana-logo: ਜਨਾ ਸਮਾਲ ਫਾਈਨਾਂਸ ਬੈਂਕ (ਇਕ ਸ਼ਡਿਊਲਡ ਕਮਰਸ਼ੀਅਲ ਬੈਂਕ) (746, 1228, 876, 1251)
table-row: ਕਰਜ਼ਦਾਰ/ਸਹਿ-ਕਰਜ਼ਦਾਰ ਦਾ ਨਾਮ ਸ਼੍ਰੀ ਰਾਕੇਸ਼ ਕੁਮਾਰ ਬੰਸਲ, ਸ਼੍ਰੀਮਤੀ ਮੀਨਾ ਕੁਮਾਰੀ, ਹੇਮੰਤ ਬੰਸਲ ਅਤੇ ਰੋਸ਼ਨ ਲਾਲ (416, 1679, 731, 1704)
tender-moga (744, 828, 1078, 988)
table-row: 1 30469610000622 & 30469610000507 1. ਸ਼੍ਰੀ ਕੁਲਦੀਪ ਸਿੰਘ (ਕਰਜ਼ਦਾਰ), 2. ਸ਼੍ਰੀਮਤੀ ਕਿਰਨ (ਸਹਿ-ਕਰਜ਼ਦਾਰ) 18.09.2025 ਰੁ. 22,86,418/- (ਬਾਈ ਲੱਖ ਛਿਆਸੀ ਹਜ਼ਾਰ ਚਾਰ ਸੌ ਅਠਾਰਾਂ ਰੁ. ਸਿਰਫ਼) ਮਿਤੀ 15.09.2025 ਨੂੰ ਮਿਤੀ: 24.11.2025 ਸਮਾਂ: ਸ਼ਾਮ 04.05 ਵਜੇ ਸੰਕੇਤਕ ਕਬਜ਼ਾ (76, 1669, 399, 1769)
schedule-header: ਹਲਕਾ ਸੀਟਾਂ ਚੋਣਾਂ ਗਿਣਤੀ (74, 607, 376, 619)
article-shivraj (72, 110, 402, 365)
field-row: ਬੋਲੀ ਖੁੱਲਣ ਦੀ ਮਿਤੀ 19.12.2025 (80, 918, 246, 928)
bid-date: ਬਿਡ ਪਾਉਣ ਦੀ ਅੰਤਿਮ ਮਿਤੀ/ਸਮਾਂ: 15.12.2025 ਸ਼ਾਮ 3:00 ਵਜੇ ਤੱਕ। (1090, 871, 1309, 880)
schedule-row: ਸਟਾਫ਼ 3 7 ਸਤੰਬਰ 9 ਸਤੰਬਰ (74, 655, 381, 667)
gov-title: ਪੰਜਾਬ ਸਰਕਾਰ (856, 1009, 966, 1033)
headline: ਮੁੱਖ ਮੰਤਰੀ ਸੈਣੀ ਨੇ ਖਿਡਾਰੀ ਦੀ ਮੌਤ ਮਗਰੋਂ ਖੇਡ ਕੰਪਲੈਕਸ ਦੀ ਜਾਂਚ ਦਾ ਦਿਤਾ ਹੁਕਮ (72, 367, 402, 403)
tender-ref: ਟੈਂਡਰ ਨੋਟਿਸ ਇਨਵਾਇਟ ਨੰ. 53 ਸਿਹਤ/ਹੈਲਥਕੇਅਰ/ਰੀਟੇ ਫਰਨੀਚਰ/2025-26 ਮਿਤੀ 27.11.2025 (82, 997, 392, 1006)
tender-footer: 1529/12/2025-26/5415 ਮਿਊਂਸਪਲ ਕੌਂਸਲ ਰਾਜਪੁਰਾ (80, 950, 394, 960)
pspcl-enquiry: ਟੈਂਡਰ ਇਨਕੁਆਇਰੀ ਨੰ. : 11/2025-26 (1084, 1041, 1422, 1054)
possession-table: ਲੜੀ ਨੰ. ਲੋਨ ਨੰ. ਕਰਜ਼ਦਾਰ/ਸਹਿ-ਕਰਜ਼ਦਾਰ/ਜ਼ਮਾਨਤੀ/ਗਿਰਵੀਕਾਰ ਦਾ ਨਾਂ 13(2) ਨੋਟਿਸ ਦੀ ਮਿਤੀ/ਬਕਾਇਆ ਰਕਮ (ਰੁ. ਵਿੱਚ) ਕਬਜ਼ੇ ਦੀ ਮਿਤੀ/ਸਮਾਂ ਅਤੇ ਕਿਸਮ 1 30469610000622 & 30469610000507 1. ਸ਼੍ਰੀ ਕੁਲਦੀਪ ਸਿੰਘ (ਕਰਜ਼ਦਾਰ), 2. ਸ਼੍ਰੀਮਤੀ ਕਿਰਨ (ਸਹਿ-ਕਰਜ਼ਦਾਰ) 18.09.2025 ਰੁ. 22,86,418/- (ਬਾਈ ਲੱਖ ਛਿਆਸੀ ਹਜ਼ਾਰ ਚਾਰ ਸੌ ਅਠਾਰਾਂ ਰੁ. ਸਿਰਫ਼) ਮਿਤੀ 15.09.2025 ਨੂੰ ਮਿਤੀ: 24.11.2025 ਸਮਾਂ: ਸ਼ਾਮ 04.05 ਵਜੇ ਸੰਕੇਤਕ ਕਬਜ਼ਾ ਸੁਰੱਖਿਅਤ ਸੰਪਤੀ ਦੇ ਵੇਰਵੇ :- ਖਸਰਾ ਨੰਬਰ 16, ਰਕਬਾ 150 ਵ. ਗਜ਼ ਜੋ ਕਾਇਮ ਹੈ ਵਿਚ ਖਸਰਾ ਨੰਬਰ 49//15-49//25/1-49//16/2-49//6, ਖਾਤਾ ਨੰਬਰ 238/245-239/246-240/247, ਜਮਾਬੰਦੀ ਸਾਲ 2012-13 (75, 1633, 399, 1794)
site-link[interactable]: ਇਸ ਟੈਂਡਰ ਨੋਟਿਸ ਦੀ ਜਾਣਕਾਰੀ ਵਿਭਾਗ ਦੀ ਵੈੱਬਸਾਈਟ https://phsc.punjab.gov.in 'ਤੇ ਦੇਖੀ ਜਾ ਸਕਦੀ ਹੈ। (80, 1108, 379, 1128)
jana-possession-notice (72, 1496, 402, 2152)
dcb-address: ਡੀਸੀਬੀ ਬੈਂਕ ਲਿਮਿਟਿਡ, ਡੀ.ਸੀ. ਗੁਪਤਾ ਰੋਡ, ਕਰੋਲ ਬਾਗ, ਨਵੀਂ ਦਿੱਲੀ-110005 (415, 1482, 547, 1502)
masthead (1317, 47, 1424, 75)
tender-table: ਲੜੀ ਨੰ. ਆਈਟਮ ਮਾਤਰਾ 1. ਫਿਰੋਜ਼ਪੁਰ ਸ਼ਹਿਰ ਸਟਰੀਟ ਲਾਈਟਾਂ ਦੀ ਮੁਰੰਮਤ ਅਤੇ ਮੇਨਟੇਨੈਂਸ, ਮਜ਼ਬੂਤੀਕਰਨ 1 2. ਫਿਰੋਜ਼ਪੁਰ ਸ਼ਹਿਰ ਵਿਚ ਲਾਲ ਰੋਡ ਅਤੇ ਲਾਲ ਲਾਈਟਾਂ ਸੜਕਾਂ ਦੀ ਅਪਗ੍ਰੇਡੇਸ਼ਨ 1 (752, 1055, 1070, 1101)
bid-close: ਬਿਡ ਬੰਦ ਹੋਣ ਦੀ ਮਿਤੀ ਅਤੇ ਸਮਾਂ: 15.12.2025, 15:00 ਵਜੇ ਤੱਕ (80, 1086, 282, 1095)
table-row: 6 ਤੋਂ 11 ਪੰਜਾਬ ਰਾਜ ਵਿਚ ਐਸਡੀਐਸ ਨਗਰ, ਐਸਡੀਐਸ ਜਲੰਧਰ, ਐਸਡੀਐਸ ਲੋਹਾਰਪੁਰਾ... (81, 1066, 394, 1081)
table-row: 3 1. ਸ਼੍ਰੀਮਤੀ ਸਰਬਜੀਤ ਕੌਰ (ਕਰਜ਼ਦਾਰ), 2. ਸ਼੍ਰੀ ਵਿਨੋਦ (ਸਹਿ-ਕਰਜ਼ਦਾਰ) ਲੋਨ ਖਾਤਾ ਨੰ. 47899610000414 ਲੋਨ ਰਕਮ ਰੁ. 15,50,000/- ਜਾਇਦਾਦ/ਮਕਾਨ ਨੰ. 205, ਖੇਤਰਫਲ ਲੰਬਾਈ 32 ਫੁੱਟ ਚੌੜਾਈ 18 ਫੁੱਟ ਕੁੱਲ ਰਕਬਾ ਮਿਣਤੀ 64 ਵ. ਗਜ਼, ਵਸੀਕਾ ਨੰ. 2021-22/83/1/14510 ਮਿਤੀ 24.02.2022, ਪੂਰਬ : ਹੋਰ ਦੀ ਜਾਇਦਾਦ, ਪੱਛਮ : ਰੋਡ, ਉੱਤਰ : ਪਲਾਟ ਨੰ. 204, ਦੱਖਣ : ਪਲਾਟ ਨੰ. 206 ਐਨਪੀਏ ਦੀ ਮਿਤੀ 01.11.2025 ਡਿਮਾਂਡ ਨੋਟਿਸ ਦੀ ਮਿਤੀ 19-11-2025 ਰੁ. 16,20,083/- (ਸੋਲ੍ਹਾਂ ਲੱਖ ਵੀਹ ਹਜ਼ਾਰ ਤਰਾਸੀ ਰੁ. ਸਿਰਫ਼) 18.11.2025 ਨੂੰ (747, 1545, 1422, 1625)
notice-footer: ਮਿਤੀ : 28.11.2025, ਸਥਾਨ : ਪੰਜਾਬ ਸਹੀ/- ਅਧਿਕਾਰਤ ਅਫ਼ਸਰ, ਜਨਾ ਸਮਾਲ ਫਾਈਨਾਂਸ ਬੈਂਕ ਲਿਮਿਟਿਡ ਲਈ (746, 1716, 1422, 1732)
article-pu-senate (72, 540, 402, 825)
bid-dates: ਬੋਲੀ ਜਮਾਂ ਕਰਨ ਦੀ ਮਿਤੀ ਅਤੇ ਸਮਾਂ: 17.12.2025 ਨੂੰ ਸ਼ਾਮ 1.00 ਵਜੇ ਤੱਕ (752, 1104, 977, 1113)
crop-line-right (1428, 40, 1468, 41)
notice-title: PUBLIC NOTICE (909, 367, 1077, 382)
crop-mark-bottom (700, 2200, 780, 2235)
notice-title: SHORT TERM TENDER NOTICE (437, 886, 709, 906)
pnb-header (746, 1740, 1422, 1784)
crop-mark-top (700, 0, 780, 40)
notice-body: All concerned are informed through this Public Notice that Plot No. 842 of 500 sq. yds., Sector-82, Mohali is in the name of Sh. PrithiPal Singh Chopra S/o Sh. Partap Singh Chopra as per the office letter no. 3567-68 dated 22.05.2013. Said Deed of the plot has also been executed vide VASIKA No. 2019-2020/1/1619 dated 14.05.2019. Now Smt. Davinder Kaur W/o Sh. Prithipal Singh have informed that her husband Sh. PrithiPal Chopra S/o Sh. Partap Singh Chopra had died on 02.10.2025 and has also enclosed the Death Certificate. Further, She has applied for transfer of 100% share of said plot in her favour on the basis of Registered WILL (registered in the office of Sub Registrar Ludhiana West vide Document No. 2023-24/101/3740 dated 07.11.2023). (913, 384, 1073, 554)
table-row: ਕੁੱਲ ਬਕਾਇਆ ਰਕਮ ਰੁ. 19,83,284/- (24 ਜਨਵਰੀ, 2024 ਨੂੰ) (416, 1774, 731, 1789)
notice-terms: ਜਿਵੇਂ ਕਿ ਜਨਾ ਸਮਾਲ ਫਾਈਨਾਂਸ ਬੈਂਕ ਲਿਮਿਟਿਡ ਦੇ ਅਧਿਕਾਰਤ ਅਫ਼ਸਰ ਨੇ ਸਕਿਊਰਿਟਾਈਜ਼ੇਸ਼ਨ ਐਂਡ ਰੀਕੰਸਟਰਕਸ਼ਨ ਆਫ਼ ਫਾਈਨੈਂਸ਼ਲ ਐਸਿਟਸ ਐਂਡ ਇਨਫੋਰਸਮੈਂਟ ਆਫ਼ ਸਕਿਊਰਿਟੀ ਇੰਟਰਸਟ ਐਕਟ 2002 ਅਤੇ ਸਕਿਊਰਿਟੀ ਇੰਟਰਸਟ (ਇਨਫੋਰਸਮੈਂਟ) ਰੂਲਜ਼ 2002 ਦੇ ਰੂਲ 3 ਨਾਲ ਪੜ੍ਹੇ ਜਾਂਦੇ ਸੈਕਸ਼ਨ 13(2) ਅਧੀਨ ਮਿਲੀਆਂ ਸ਼ਕਤੀਆਂ ਦੀ ਵਰਤੋਂ ਕਰਦਿਆਂ ਡਿਮਾਂਡ ਨੋਟਿਸ ਜਾਰੀ ਕੀਤਾ ਸੀ ਅਤੇ ਕਰਜ਼ਦਾਰਾਂ ਨੂੰ ਨੋਟਿਸ ਪ੍ਰਾਪਤ ਹੋਣ ਦੀ ਮਿਤੀ ਤੋਂ 60 ਦਿਨਾਂ ਦੇ ਅੰਦਰ ਰਕਮ ਅਦਾ ਕਰਨ ਲਈ ਕਿਹਾ ਸੀ। (751, 1628, 1417, 1657)
pstcl-title: ਪੰਜਾਬ ਰਾਜ ਟਰਾਂਸਮਿਸ਼ਨ ਕਾਰਪੋਰੇਸ਼ਨ ਲਿਮਿਟਿਡ (1141, 799, 1333, 812)
mill-contact (414, 876, 732, 886)
gov-title: ਪੰਜਾਬ ਸਰਕਾਰ (856, 834, 966, 858)
schedule-row: ਰਜਿਸਟਰਡ ਗਰੈਜੂਏਟ 15 20 ਸਤੰਬਰ 22 ਸਤੰਬਰ (74, 767, 384, 779)
pnb-auction-table: ਲੋਨ ਖਾਤਾ ਨੰ./ਕਰਜ਼ਦਾਰ ਦਾ ਨਾਮ ਮੰਗ ਕੀਤੀ ਰਕਮ ਅਤੇ ਮਿਤੀ (B) ਕਬਜ਼ੇ ਦੀ ਕਿਸਮ (C) ਗਿਰਵੀ ਜਾਇਦਾਦ ਦਾ ਵੇਰਵਾ (D) ਰਾਖਵੀਂ ਕੀਮਤ (E) ਈਐਮਡੀ (F) ਈਐਮਡੀ ਜਮਾਂ ਕਰਨ ਦੀ ਆਖਰੀ ਮਿਤੀ (G) ਬੋਲੀ ਵਾਧਾ (H) ਜਾਂਚ ਦੀ ਮਿਤੀ (I) ਨਿਲਾਮੀ ਦੀ ਮਿਤੀ (J) ਜਾਣੇ ਬੋਝ/ਕੋਰਟ ਕੇਸ (K) HOU/CHD/0317361382, ਕਰਜ਼ਦਾਰ ਰੁ. 2466400.87 ਮਿਤੀ 17.12.2021 ਸੰਕੇਤਕ ਫਲੈਟ ਨੰ. 22, ਟਾਵਰ 2, ਤੀਜੀ ਮੰਜ਼ਿਲ, ਮੋਹਾਲੀ, ਪੰਜਾਬ-140407... ਰੁ. 2753000 ਰੁ. 275300 15-12-2025 ਰੁ. 10000 05.12.2025 18.12.2025 ਪਤਾ ਨਹੀਂ HOU/JAL/0416200070, NHL/JAL/1117000098 ਰੁ. 2715408.34 ਮਿਤੀ 28.01.2024 ਸੰਕੇਤਕ ਜਾਇਦਾਦ ਖਸਰਾ ਨੰ. 106/221, 7/23/2/1/2... ਰੁ. 2547000 ਰੁ. 254700 15-12-2025 ਰੁ. 10000 05.12.2025 18.12.2025 ਜਾਣਕਾਰੀ ਅਨੁਸਾਰ (746, 1860, 1422, 2056)
table-row: ਅਚੱਲ ਜਾਇਦਾਦ ਦਾ ਵੇਰਵਾ ਖਸਰਾ ਨੰ. 58/4/2, 5/2, 6, 7, 14, 15, 16, 25/1, 57//26, 57/2/1, 10, 11, 9/2, 9, 12, 13 /1, 19/2, 20, 21/1, 22/1, ਖਾਤਾ ਨੰ. 178/232, 233, 234, 235, 236, 237, ਜਮਾਬੰਦੀ ਸਾਲ 2003-04 (416, 1789, 731, 1834)
tender-ref: ਟੈਂਡਰ ਇਨਵੈਸਟ ਨੰ. : MCF/18/2025-2026 (827, 1033, 995, 1043)
dcb-bank-notice (406, 1474, 740, 2154)
field-row: ਕੰਮ ਦਾ ਵਿਭਾਗ ਮਿਊਂਸਪਲ ਕੌਂਸਲ ਰਾਜਪੁਰਾ (80, 885, 276, 895)
headline: ਪੰਜਾਬ ਦੇ ਪਰਾਲੀ ਪ੍ਰਬੰਧਨ ਦੇ ਪ੍ਰਯੋਗ ਨੂੰ ਪੂਰੇ ਦੇਸ਼ 'ਚ ਲਿਜਾਣ ਲਈ ਆਇਆ ਹਾਂ : ਸ਼ਿਵਰਾਜ ਚੌਹਾਨ (73, 109, 401, 149)
pnb-branches: ਚੰਡੀਗੜ੍ਹ ਸ਼ਾਖਾ: ਐਸਸੀਓ 323-324, ਦੂਜੀ ਮੰਜ਼ਿਲ, ਸੈਕਟਰ 35 ਬੀ, ਚੰਡੀਗੜ੍ਹ-160022; ਮੋਹਾਲੀ: ਐਸਸੀਓ 08 ਅਤੇ 10, ਸੈਕਟਰ 66A, JLPL; ਜਲੰਧਰ ਸ਼ਾਖਾ: ਐਸਸੀਓ 44, ਪਹਿਲੀ ਮੰਜ਼ਿਲ, ਪੁੱਡਾ ਕੰਪਲੈਕਸ, ਜਲੰਧਰ-144001, ਪੰਜਾਬ (746, 1800, 1422, 1814)
classified-masthead: ਰੋਜ਼ਾਨਾ ਸਪੋਕਸਮੈਨ (1183, 242, 1323, 253)
notice-intro: ਜਿਵੇਂ ਕਿ ਹੇਠ ਦਰਸਾਏ ਕਰਜ਼ਦਾਰਾਂ/ਸਹਿ-ਕਰਜ਼ਦਾਰਾਂ, ਗਰੰਟਰਾਂ ਅਤੇ ਗਿਰਵੀਕਾਰਾਂ ਨੇ ਜਨਾ ਸਮਾਲ ਫਾਈਨਾਂਸ ਬੈਂਕ ਲਿਮਿਟਿਡ ਤੋਂ ਆਪਣੀਆਂ ਜਾਇਦਾਦਾਂ ਗਿਰਵੀ ਰੱਖ ਕੇ ਲੋਨ ਪ੍ਰਾਪਤ ਕੀਤਾ, ਤੁਹਾਡੇ ਸਾਰਿਆਂ ਵਲੋਂ ਡਿਫਾਲਟ ਹੋਣ ਦੇ ਨਤੀਜੇ ਵਜੋਂ ਤੁਹਾਡਾ ਲੋਨ ਖਾਤਾ ਨਾਨ ਪ੍ਰਫਾਰਮਿੰਗ ਐਸਿਟਸ ਐਲਾਨ ਦਿਤਾ ਗਿਆ ਹੈ... (751, 1282, 1417, 1301)
pstcl-logo: pstcl (1090, 796, 1135, 816)
tender-signer: ਸੀਨੀਅਰ ਕਾਰਜਕਾਰੀ ਇੰਜੀਨੀਅਰ, ਸਿਵਲ ਉਸਾਰੀ ਮੰਡਲ, ਜਲੰਧਰ (1223, 914, 1416, 923)
tender-ref: ਟੈਂਡਰ ਨੋਟਿਸ ਨੰ. ਈ-ਟੈਂਡਰ/ਐਮਸੀ/ਰਾਜਪੁਰਾ/23(2025) (152, 874, 322, 884)
website-link[interactable]: www.bhogpurcsm.com (414, 876, 513, 886)
tender-bhogpur (406, 822, 740, 1104)
tender-phsc (72, 966, 402, 1228)
bank-address: ਰਜਿਸਟਰਡ ਦਫ਼ਤਰ : ਦੀ ਫੇਅਰਵੇਅ, ਗਰਾਊਂਡ ਅਤੇ ਪਹਿਲੀ ਮੰਜ਼ਿਲ, ਸਰਵੇ ਨੰ. 10/1, 11/2 ਅਤੇ 12/2ਬੀ, ਆਫ਼ ਡੋਮਲੂਰ, ਕੋਰਮੰਗਲਾ ਇਨਰ ਰਿੰਗ ਰੋਡ, ਈਜੀਐਲ ਬਿਜ਼ਨਸ ਪਾਰਕ ਦੇ ਅੱਗੇ, ਚੱਲਾਘੱਟਾ, ਬੈਂਗਲੋਰ-560071, ਸ਼ਾਖਾ ਦਫ਼ਤਰ : 16/12, ਦੂਜੀ ਮੰਜ਼ਿਲ, ਡਬਲਿਊ ਈ.ਏ. ਆਰੀਆ ਸਮਾਜ ਰੋਡ, ਕਰੋਲ ਬਾਗ, ਦਿੱਲੀ-110005 (81, 1985, 391, 2027)
table-row: 2. ਡਿਮਾਂਡ ਨੋਟਿਸ ਦੀ ਮਿਤੀ 24-01-2024 (416, 1744, 731, 1759)
eproc-link[interactable]: ਟੈਂਡਰ ਸਬੰਧੀ ਵਿਸਥਾਰ ਜਾਣਕਾਰੀ ਲਈ ਵੈੱਬਸਾਈਟ eproc.punjab.gov.in (752, 1115, 976, 1124)
notice-body: ਜਿਵੇਂ ਕਿ ਸਮਰੱਥ ਅਧਿਕਾਰੀ ਵਲੋਂ ਆਪਣੇ ਦਫ਼ਤਰੀ ਹੁਕਮ 586/ਬੀ-12234/ਈ-2/ਬੀ-4 ਮਿਤੀ 16.09.2024 ਰਾਹੀਂ ਨਿਯਮਾਂ ਅਨੁਸਾਰ ਪੰਜਾਬ ਰਾਜ ਬਿਜਲੀ ਬੋਰਡ ਦੇ ਕਰਮਚਾਰੀ ਸਜ਼ਾ ਅਤੇ ਅਪੀਲ ਵਿਨਿਯਮਾਂ-1971 ਦੇ ਵਿਨਿਯਮ-8 ਅਤੇ 9 ਅਧੀਨ ਸ਼੍ਰੀ ਰਵਿੰਦਰ ਸਿੰਘ ਏ.ਈ.ਈ. ਕੋਡ ਨੰ. 109205 ਦੇ ਖਿਲਾਫ਼ ਦੋਸ਼ ਪੱਤਰ ਜਾਰੀ ਕੀਤਾ ਗਿਆ ਸੀ। ਨੋਟਿਸ ਰਾਹੀਂ ਸੂਚਿਤ ਕੀਤਾ ਜਾਂਦਾ ਹੈ ਕਿ ਇਸ ਨੋਟਿਸ ਦੇ ਪ੍ਰਕਾਸ਼ਿਤ ਹੋਣ ਤੋਂ 15 ਦਿਨਾਂ ਦੇ ਅੰਦਰ ਆਪਣਾ ਜਵਾਬ ਦਰਜ ਕਰਵਾਉਣ, ਨਹੀਂ ਤਾਂ ਨਿਯਮਾਂ ਅਨੁਸਾਰ ਇਕਤਰਫ਼ਾ ਕਾਰਵਾਈ ਕੀਤੀ ਜਾਵੇਗੀ। ਮਿਤੀ 27.11.2025 ਨੂੰ ਜਾਰੀ ਕੀਤਾ ਗਿਆ। (80, 1311, 394, 1375)
notice-title: ਕਬਜ਼ਾ ਨੋਟਿਸ (529, 1510, 617, 1531)
tender-top: ਉਦਯੋਗਾਂ, ਕਰਮ ਅਤੇ ਲਈ ਟੈਂਡਰ ਨੋਟਿਸ (853, 999, 969, 1008)
pnb-logo: pnb Housing Finance Limited Ghar Ki Baat (746, 1740, 886, 1784)
pspcl-header (1084, 994, 1422, 1019)
notice-signer: ਜਨਰਲ ਮੈਨੇਜਰ (677, 1066, 732, 1078)
table-row: ਕੁੱਲ ਬਕਾਇਆ ਰਕਮ ਰੁ. 13,23,135/- (24 ਜਨਵਰੀ, 2024 ਨੂੰ) (416, 1864, 731, 1879)
print-slug: 28Page7.qxd 11/27/2025 10:36 PM Page 1 (72, 4, 301, 15)
bank-name: ਜਨਾ ਸਮਾਲ ਫਾਈਨਾਂਸ ਬੈਂਕ (ਇਕ ਸ਼ਡਿਊਲਡ ਕਮਰਸ਼ੀਅਲ ਬੈਂਕ) (81, 1959, 349, 1980)
schedule-row: ਪ੍ਰਿੰਸੀਪਲ 3 7 ਸਤੰਬਰ 9 ਸਤੰਬਰ (74, 639, 381, 651)
pspcl-cin: ਕਾਰਪੋਰੇਟ ਆਈਡੈਂਟੀਫਿਕੇਸ਼ਨ ਨੰ. CIN U40109PB2010SGC033813 (1135, 1031, 1371, 1040)
dateline: ਮੁਕੇਰੀਆਂ, 27 ਨਵੰਬਰ (ਹਰਦੀਪ ਸਿੰਘ ਭੰਮਰਾ) : (752, 112, 924, 124)
classified-notice-left: ਜਿਵੇਂ ਕਿ ਹੇਠ ਦਰਸਾਏ ਕਰਜ਼ਦਾਰਾਂ/ਸਹਿ-ਕਰਜ਼ਦਾਰਾਂ, ਗਰੰਟਰਾਂ ਅਤੇ ਗਿਰਵੀਕਾਰਾਂ ਨੇ ਜਨਾ ਸਮਾਲ ਫਾਈਨਾਂਸ ਬੈਂਕ ਲਿਮਿਟਿਡ ਤੋਂ ਆਪਣੀਆਂ ਜਾਇਦਾਦਾਂ ਗਿਰਵੀ ਰੱਖ ਕੇ ਲੋਨ ਪ੍ਰਾਪਤ ਕੀਤਾ, ਤੁਹਾਡੇ ਸਾਰਿਆਂ ਵਲੋਂ ਡਿਫਾਲਟ ਹੋਣ ਦੇ ਨਤੀਜੇ ਵਜੋਂ ਤੁਹਾਡਾ ਲੋਨ ਖਾਤਾ ਨਾਨ ਪ੍ਰਫਾਰਮਿੰਗ ਐਸਿਟਸ ਐਲਾਨ ਦਿਤਾ ਗਿਆ ਹੈ... (1082, 565, 1152, 785)
schedule-row: ਪ੍ਰਿੰਸੀਪਲ 8 20 ਸਤੰਬਰ 22 ਸਤੰਬਰ (74, 735, 384, 747)
jana-demand-notice (744, 1226, 1424, 1734)
tender-rajpura (72, 828, 402, 963)
table-row: ਕੁੱਲ ਬਕਾਇਆ ਰਕਮ ਰੁ. 18,71,283.02/- (06 ਸਤੰਬਰ, 2021 ਨੂੰ) (416, 1704, 731, 1719)
headline: ਸਕੂਲ ਬੱਸ ਨੇ ਸਕੂਟਰੀ ਨੂੰ ਮਾਰੀ ਟੱਕਰ; ਇਕ ਦੀ ਮੌਤ, ਤਿੰਨ ਜ਼ਖ਼ਮੀ (805, 79, 1371, 107)
tender-body: ਵਿਸ਼ਾ : ਮਿਊਂਸਪਲ ਕਾਰਪੋਰੇਸ਼ਨ ਮੋਗਾ ਰਕਮ 86.65 ਲੱਖ ਦੇ 3 ਕੰਮਾਂ ਲਈ ਡਬਲ ਬਿਡ ਸਿਸਟਮ 'ਤੇ ਈ-ਟੈਂਡਰ (ਪੀਸ ਰੇਟ, ਉਪਰ, ਹੇਠ ਜਾਂ 'ਤੇ ਅਨੁਸਾਰ) ਈ ਟੈਂਡਰ ਮੰਗਦਾ ਹੈ। (752, 881, 1070, 904)
mill-place: ਭੋਗਪੁਰ (ਜਲੰਧਰ) (512, 853, 634, 875)
page-number: 7 (1402, 47, 1424, 75)
pstcl-links[interactable]: ਟੈਂਡਰ ਦੇ ਵੇਰਵੇ www.pstcl.org ਅਤੇ https://eproc.punjab.gov.in/nicgep/app 'ਤੇ ਦੇਖੋ ਜਾਣ। (1090, 892, 1407, 913)
jana-address: ਰਜਿਸਟਰਡ ਦਫ਼ਤਰ : ਦੀ ਫੇਅਰਵੇਅ, ਗਰਾਊਂਡ ਅਤੇ ਪਹਿਲੀ ਮੰਜ਼ਿਲ, ਸਰਵੇ ਨੰ. 10/1, 11/2 ਅਤੇ 12/2ਬੀ, ਆਫ਼ ਡੋਮਲੂਰ, ਕੋਰਮੰਗਲਾ ਇਨਰ ਰਿੰਗ ਰੋਡ, ਬੈਂਗਲੋਰ-560071, ਸ਼ਾਖਾ ਦਫ਼ਤਰ : 16/12, ਦੂਜੀ ਮੰਜ਼ਿਲ, ਡਬਲਿਊ ਈ.ਏ. ਆਰੀਆ ਸਮਾਜ ਰੋਡ, ਕਰੋਲ ਬਾਗ, ਦਿੱਲੀ-110005 (880, 1230, 1411, 1247)
tender-signer: ਕਾਰਜਕਾਰੀ ਇੰਜੀਨੀਅਰ (ਹਾਰਟੀਕਲਚਰ) (273, 1151, 394, 1160)
issue-date: ਸ਼ੁਕਰਵਾਰ, 28 ਨਵੰਬਰ 2025 (78, 48, 273, 74)
table-row: 1. 220 ਕੇ ਵੀ ਸਬ/ਸ ਕੋਹਾੜਾ ਵਿਖੇ 66 ਕੇਵੀ ਮਿਸੇਲੇ ਕੇ ਕੰਮ ਦਾ ਨਿਰਮਾਣ। ਟੈਂਡਰ ਇਨਕੁਆਇਰੀ ਨੰ. CW/JT-14/2025-26 (1091, 843, 1416, 868)
notice-line-1: ਸ਼੍ਰੀ: ਰਵਿੰਦਰ ਸਿੰਘ ਏ.ਈ.ਈ. (ਕੋਡ ਨੰ.108205) (159, 1289, 315, 1298)
pspcl-subject: ਵਰਣਨ: ਸਹਾਇਕ/ਤਕਨੀਕੀ ਉਸਾਰੀ ਉਪ ਮੰਡਲ ਜਲੰਧਰ ਅਧੀਨ 3 ਹਜ਼ਾਰ ਮੀਟਰ ਕੇਬਲ ਦਾ ਕੰਮ... (1088, 1057, 1365, 1066)
schedule-row: ਡਿਗਰੀ ਕਾਲਜ (74, 719, 127, 731)
notice-title: ਕਬਜ਼ਾ ਨੋਟਿਸ (75, 1499, 399, 1523)
table-row: ਸੁਰੱਖਿਅਤ ਸੰਪਤੀ ਦੇ ਵੇਰਵੇ :- ਖਸਰਾ ਨੰਬਰ 16, ਰਕਬਾ 150 ਵ. ਗਜ਼ ਜੋ ਕਾਇਮ ਹੈ ਵਿਚ ਖਸਰਾ ਨੰਬਰ 49//15-49//25/1-49//16/2-49//6, ਖਾਤਾ ਨੰਬਰ 238/245-239/246-240/247, ਜਮਾਬੰਦੀ ਸਾਲ 2012-13 (76, 1769, 399, 1794)
signer-title: ਕਾਰਪੋਰੇਸ਼ਨ ਇੰਜੀਨੀਅਰ (1000, 937, 1070, 947)
tender-intro: ਦਫ਼ਤਰ ਮਿਊਂਸਪਲ ਕੌਂਸਲ ਫਿਰੋਜ਼ਪੁਰ, ਹੇਠ ਲਿਖਿਆਂ ਲਈ ਆਨਲਾਈਨ ਬੋਲੀਆਂ ਮੰਗਦਾ ਹੈ- (752, 1045, 1004, 1054)
notice-signer: ਉਪ ਮੁੱਖ ਇੰਜੀਨੀਅਰ (333, 1440, 394, 1449)
pnb-terms: ਜਿਵੇਂ ਕਿ ਜਨਾ ਸਮਾਲ ਫਾਈਨਾਂਸ ਬੈਂਕ ਲਿਮਿਟਿਡ ਦੇ ਅਧਿਕਾਰਤ ਅਫ਼ਸਰ ਨੇ ਸਕਿਊਰਿਟਾਈਜ਼ੇਸ਼ਨ ਐਂਡ ਰੀਕੰਸਟਰਕਸ਼ਨ ਆਫ਼ ਫਾਈਨੈਂਸ਼ਲ ਐਸਿਟਸ ਐਂਡ ਇਨਫੋਰਸਮੈਂਟ ਆਫ਼ ਸਕਿਊਰਿਟੀ ਇੰਟਰਸਟ ਐਕਟ 2002 ਅਤੇ ਸਕਿਊਰਿਟੀ ਇੰਟਰਸਟ (ਇਨਫੋਰਸਮੈਂਟ) ਰੂਲਜ਼ 2002 ਦੇ ਰੂਲ 3 ਨਾਲ ਪੜ੍ਹੇ ਜਾਂਦੇ ਸੈਕਸ਼ਨ 13(2) ਅਧੀਨ ਮਿਲੀਆਂ ਸ਼ਕਤੀਆਂ ਦੀ ਵਰਤੋਂ ਕਰਦਿਆਂ ਡਿਮਾਂਡ ਨੋਟਿਸ ਜਾਰੀ ਕੀਤਾ ਸੀ ਅਤੇ ਕਰਜ਼ਦਾਰਾਂ ਨੂੰ ਨੋਟਿਸ ਪ੍ਰਾਪਤ ਹੋਣ ਦੀ ਮਿਤੀ ਤੋਂ 60 ਦਿਨਾਂ ਦੇ ਅੰਦਰ ਰਕਮ ਅਦਾ ਕਰਨ ਲਈ ਕਿਹਾ ਸੀ। (751, 2059, 1417, 2088)
table-row: 2 ਤੋਂ 5 ਜ਼ਿਲ੍ਹਾ ਲੁਧਿਆਣਾ, ਜ਼ਿਲ੍ਹਾ ਐਸਏਐਸ ਨਗਰ, ਜ਼ਿਲ੍ਹਾ ਮੋਗਾ ਅਤੇ ਜ਼ਿਲ੍ਹਾ ਫਤਿਹਗੜ੍ਹ ਸਾਹਿਬ ਵਿਚ ਪਾਰਕਿੰਗਾਂ ਦੀ ਮੁਰੰਮਤ ਅਤੇ ਨਵੀਨੀਕਰਨ (81, 1041, 394, 1066)
notice-subtitle: (ਪਬਲਿਕ ਨੋਟਿਸ) (178, 1265, 296, 1286)
crop-vert-right (1428, 0, 1429, 36)
notice-warning: ਜਿਵੇਂ ਕਿ ਹੇਠ ਦਰਸਾਏ ਕਰਜ਼ਦਾਰਾਂ/ਸਹਿ-ਕਰਜ਼ਦਾਰਾਂ, ਗਰੰਟਰਾਂ ਅਤੇ ਗਿਰਵੀਕਾਰਾਂ ਨੇ ਜਨਾ ਸਮਾਲ ਫਾਈਨਾਂਸ ਬੈਂਕ ਲਿਮਿਟਿਡ ਤੋਂ ਆਪਣੀਆਂ ਜਾਇਦਾਦਾਂ ਗਿਰਵੀ ਰੱਖ ਕੇ ਲੋਨ ਪ੍ਰਾਪਤ ਕੀਤਾ, ਤੁਹਾਡੇ ਸਾਰਿਆਂ ਵਲੋਂ ਡਿਫਾਲਟ ਹੋਣ ਦੇ ਨਤੀਜੇ ਵਜੋਂ ਤੁਹਾਡਾ ਲੋਨ ਖਾਤਾ ਨਾਨ ਪ੍ਰਫਾਰਮਿੰਗ ਐਸਿਟਸ ਐਲਾਨ ਦਿਤਾ ਗਿਆ ਹੈ... (80, 1798, 394, 1829)
notice-footer: ਮਿਤੀ : 28.11.2025 ਸਥਾਨ : ਫਿਰੋਜ਼ਪੁਰ, ਲੁਧਿਆਣਾ, ਪੰਜਾਬ ਸਹੀ/-ਡੀਸੀਬੀ ਬੈਂਕ ਲਿਮ. ਅਧਿਕਾਰਤ ਅਫ਼ਸਰ (415, 1929, 731, 1949)
tender-pspcl (1082, 992, 1424, 1222)
pnb-intro: ਜਿਵੇਂ ਕਿ ਹੇਠ ਦਰਸਾਏ ਕਰਜ਼ਦਾਰਾਂ/ਸਹਿ-ਕਰਜ਼ਦਾਰਾਂ, ਗਰੰਟਰਾਂ ਅਤੇ ਗਿਰਵੀਕਾਰਾਂ ਨੇ ਜਨਾ ਸਮਾਲ ਫਾਈਨਾਂਸ ਬੈਂਕ ਲਿਮਿਟਿਡ ਤੋਂ ਆਪਣੀਆਂ ਜਾਇਦਾਦਾਂ ਗਿਰਵੀ ਰੱਖ ਕੇ ਲੋਨ ਪ੍ਰਾਪਤ ਕੀਤਾ, ਤੁਹਾਡੇ ਸਾਰਿਆਂ ਵਲੋਂ ਡਿਫਾਲਟ ਹੋਣ ਦੇ ਨਤੀਜੇ ਵਜੋਂ ਤੁਹਾਡਾ ਲੋਨ ਖਾਤਾ ਨਾਨ ਪ੍ਰਫਾਰਮਿੰਗ ਐਸਿਟਸ ਐਲਾਨ ਦਿਤਾ ਗਿਆ ਹੈ... (751, 1817, 1417, 1836)
name-change-label: ਨਾਮ ਬਦਲੀ (1170, 305, 1320, 335)
table-row: 2. ਫਿਰੋਜ਼ਪੁਰ ਸ਼ਹਿਰ ਵਿਚ ਲਾਲ ਰੋਡ ਅਤੇ ਲਾਲ ਲਾਈਟਾਂ ਸੜਕਾਂ ਦੀ ਅਪਗ੍ਰੇਡੇਸ਼ਨ 1 (753, 1086, 1070, 1101)
field-row: ਕੰਮ ਦਾ ਨਾਮ ਰੁ. 185.56 ਲੱਖ ਰਕਮ ਦੇ ਕੰਮ (80, 896, 291, 906)
dcb-header (415, 1481, 731, 1509)
pspcl-address: (ਰਜਿ. ਦਫ਼ਤਰ ਪੀ.ਐਸ.ਈ.ਬੀ. ਹੈੱਡ ਆਫ਼ਿਸ, ਦਿ ਮਾਲ ਪਟਿਆਲਾ-147001) (1137, 1020, 1369, 1029)
schedule-title: ਚੋਣ ਸ਼ਡਿਊਲ ਇਸ ਪ੍ਰਕਾਰ ਹੋਵੇਗਾ: (160, 588, 314, 603)
schedule-row: ਅਧਿਆਪਕ 8 20 ਸਤੰਬਰ 22 ਸਤੰਬਰ (74, 751, 384, 763)
article-body: ਨੇੜੇ ਰਸਮੀ ਤੌਰ 'ਤੇ ਨਹੀਂ ਲਿਆ ਜਾਣਾ ਚਾਹੀਦਾ। ਉਨ੍ਹਾਂ ਕਿਹਾ, "ਮੈਨੂੰ ਦੱਸੋ ਕਿ ਅਸੀਂ ਕੀ ਨਿਰਦੇਸ਼ ਦੇ ਸਕਦੇ ਹਾਂ। ਅਸੀਂ ਕੁਝ ਦਿਸ਼ਾ-ਨਿਰਦੇਸ਼ ਜਾਰੀ ਕਰ ਸਕਦੇ ਹਾਂ ਅਤੇ ਤੁਰਤ ਸਾਫ਼ ਹਵਾ ਵਿਚ ਸਾਹ ਲੈਣਾ ਸ਼ੁਰੂ ਕਰ ਸਕਦੇ ਹਾਂ... ਸਾਨੂੰ ਇਹ ਵੀ ਦੇਖਣ ਦੀ ਜ਼ਰੂਰਤ ਹੈ ਕਿ ਹਰ ਖੇਤਰ ਵਿਚ ਕੀ ਹੱਲ ਲੱਭੇ ਜਾ ਸਕਦੇ ਹਨ। ਆਓ ਦੇਖੀਏ ਕਿ ਸਰਕਾਰ ਨੇ ਕਿਹੜੀ ਕਮੇਟੀ ਬਣਾਈ ਹੈ...।" 19 ਨਵੰਬਰ ਨੂੰ, ਅਦਾਲਤ ਨੇ ਏਅਰ ਕੁਆਲਿਟੀ ਮੈਨੇਜਮੈਂਟ ਕਮਿਸ਼ਨ (ਸੀਏਕਿਊਐਮ) ਨੂੰ ਕਿਹਾ ਸੀ ਕਿ ਉਹ ਦਿੱਲੀ-ਐਨਸੀਆਰ ਦੇ ਸਕੂਲਾਂ ਨੂੰ ਜ਼ਹਿਰੀਲੀ ਹਵਾ ਕਾਰਨ ਨਵੰਬਰ-ਦਸੰਬਰ ਲਈ ਨਿਰਧਾਰਤ ਬਾਹਰੀ ਖੇਡ ਸਮਾਗਮਾਂ ਨੂੰ ਮੁਲਤਵੀ ਕਰਨ ਲਈ ਨਿਰਦੇਸ਼ ਦੇਣ 'ਤੇ ਵਿਚਾਰ ਕਰੇ। ਅਦਾਲਤ ਨੇ ਗ੍ਰੇਡਡ ਰਿਸਪਾਂਸ ਐਕਸ਼ਨ ਪਲਾਨ (ਗਰੈਪ) ਦੇ ਤਹਿਤ ਸਾਲ ਭਰ ਪਾਬੰਦੀਆਂ ਲਗਾਉਣ ਤੋਂ ਇਨਕਾਰ ਕਰ ਦਿਤਾ ਸੀ ਜੋ ਗੰਭੀਰ ਪ੍ਰਦੂਸ਼ਣ ਪੱਧਰਾਂ ਦੀ ਸ਼੍ਰੇਣੀ ਵਿਚ ਕੁਝ ਗਤੀਵਿਧੀਆਂ 'ਤੇ ਪਾਬੰਦੀ ਲਗਾਉਂਦਾ ਹੈ। ਅਦਾਲਤ ਨੇ ਇਸ ਦੀ ਬਜਾਏ ਸੰਕੇਤ ਦਿਤਾ ਸੀ ਕਿ ਵਧੇਰੇ ਟਿਕਾਊ ਹੱਲ ਦੀ ਜ਼ਰੂਰਤ 'ਤੇ ਜ਼ੋਰ ਦਿਤਾ ਗਿਆ ਹੈ। ਅਦਾਲਤ ਨੇ ਇਸ ਦੀ ਲਗਾਤਾਰ ਨਿਗਰਾਨੀ ਕਰਨ ਦਾ ਫੈਸਲਾ ਕੀਤਾ ਹੈ। (ਏਜੰਸੀ) (410, 259, 740, 410)
table-row: 3. ਡਿਮਾਂਡ ਨੋਟਿਸ ਦੀ ਮਿਤੀ 24-01-2024 (416, 1834, 731, 1849)
article-body: ਲਈ ਹੈਲਪਲਾਈਨ ਨੰਬਰ-1076 'ਤੇ ਕਾਲ ਕਰ ਸਕਦੇ ਹਨ। ਉਨ੍ਹਾਂ ਕਿਹਾ ਕਿ ਦਸਤਾਵੇਜ਼ਾਂ ਨੂੰ ਸਿਰਫ਼ 48 ਘੰਟਿਆਂ ਦੇ ਅੰਦਰ ਆਨਲਾਈਨ ਜਾਂਚ ਕਰਵਾਉਣਾ ਯਕੀਨੀ ਬਣਾਇਆ ਗਿਆ ਹੈ ਕਿ ਤਹਿਸੀਲਦਾਰ ਹੁਣ ਜ਼ਮੀਨ-ਜਾਇਦਾਦ ਦੀ ਰਜਿਸਟਰੇਸ਼ਨ 'ਚ ਬੇਲੋੜੇ ਇਤਰਾਜ਼ ਨਹੀਂ ਉਠਾ ਸਕਣਗੇ। ਮੁੱਖ ਮੰਤਰੀ ਨੇ ਕਿਹਾ ਕਿ 'ਡਰਾਫਟ ਮਾਈ ਡੀਡ' ਦੀ ਵਿਵਸਥਾ ਰਾਹੀਂ ਲੋਕ ਹੁਣ ਕਿਸੇ ਵਿਚੋਲੇ ਜਾਂ ਸਹਾਇਕ ਦੀ ਮਦਦ ਨਾਲ ਆਪਣੇ ਦਸਤਾਵੇਜ਼ ਤਿਆਰ ਕਰ ਸਕਦੇ ਹਨ। ... ਕੰਮ ਕਰ ਰਹੀ ਹੈ ਤਾਂ ਜੋ ਨਾਗਰਿਕਾਂ ਨੂੰ ਆਪਣੇ ਕੰਮ ਲਈ ਬੇਲੋੜੇ ਦਫ਼ਤਰਾਂ ਵਿਚ ਨਾ ਜਾਣਾ ਪਵੇ। ਮੁੱਖ ਮੰਤਰੀ ਨੇ ਅੱਗੇ ਕਿਹਾ ਕਿ ਨਾਗਰਿਕਾਂ ਨੂੰ ਵਟਸਐਪ ਰਾਹੀਂ ਆਪਣੀ ਰਜਿਸਟਰੇਸ਼ਨ ਪ੍ਰਕਿਰਿਆ ਦੇ ਹਰ ਪੜਾਅ ਬਾਰੇ ਅਪਡੇਟ ਪ੍ਰਾਪਤ ਹੋਣਗੇ ਅਤੇ ਜੇਕਰ ਕੋਈ ਰਿਸ਼ਵਤ ਮੰਗਦਾ ਹੈ ਤਾਂ ਵਟਸਐਪ ਰਾਹੀਂ ਸ਼ਿਕਾਇਤ ਦਰਜ ਕਰਵਾਈ ਜਾ ਸਕਦੀ ਹੈ। ਭਗਵੰਤ ਸਿੰਘ ਮਾਨ ਨੇ ਕਿਹਾ ਕਿ ਉਨ੍ਹਾਂ ਨੂੰ ਇਹ ਗੱਲ ਸਾਂਝੀ ਕਰਦੇ ਹੋਏ ਬਹੁਤ ਮਾਣ ਮਹਿਸੂਸ ਹੁੰਦਾ ਹੈ ਕਿ ਹੁਣ ਡਿਪਟੀ ਕਮਿਸ਼ਨਰ ਇਹ ਯਕੀਨੀ ਬਣਾਉਣ ਲਈ ਜ਼ਿੰਮੇਵਾਰ ਹੋਣਗੇ ਕਿ ਹਰੇਕ ਜ਼ਮੀਨ-ਜਾਇਦਾਦ ਦੀ ਰਜਿਸਟਰੇਸ਼ਨ ਸੁਚਾਰੂ ਢੰਗ ਨਾਲ ਪੂਰੀ ਹੋਵੇ। ਉਨ੍ਹਾਂ ਕਿਹਾ ਕਿ ਇਸ ਮੰਤਵ ਲਈ ਮੋਹਾਲੀ ਦੇ ਸਬ-ਰਜਿਸਟਰਾਰ ਦਫ਼ਤਰ ਨੂੰ ਇਕ ਹੈਲਪ ਡੈਸਕ ਅਤੇ ਇਕ ਆਰਾਮਦਾਇਕ ਉਡੀਕ ਖੇਤਰ ਨਾਲ ਅਪਗ੍ਰੇਡ ਕੀਤਾ ਗਿਆ ਹੈ। (410, 468, 740, 648)
tender-pstcl (1082, 790, 1424, 986)
tender-ref: ਟੈਂਡਰ ਰੈਫਰੈਂਸ ਨੰ. ਈ-ਟੈਂਡਰ-LGPMCM/2025/36 (810, 858, 1012, 869)
gov-title: ਪੰਜਾਬ ਸਰਕਾਰ (182, 972, 292, 996)
tender-meta: ਨੰ.: 2224 ਮਿਤੀ :24.11.2025 (752, 869, 1070, 880)
public-info-text: • I, Rajni Bala D/o Bui Lal R/o Golden Avenue, Abrol Nagar, Pathankot, Punjab-145001, declare that my name was earlier Jyoti Bala in 10th (2000) and 12th (2002) marksheets issued by Punjab School Education Board. My parents changed my name to Rajni Bala in 2002. I have been using Rajni Bala in all documents since then including BCA degree. Both names belong to the same person. (1082, 436, 1424, 546)
tender-footer: 1211/12/2025-26/5469 ਮਿਊਂਸਪਲ ਕੌਂਸਲ ਫਿਰੋਜ਼ਪੁਰ (752, 1129, 1070, 1138)
schedule-row: ਤੇ ਸਹਾਇਕ ਪਰੋਫੈਸਰ (74, 703, 150, 715)
pstcl-header (1090, 796, 1416, 816)
notice-body: ਪਨਗਰੇਨ, ਪਨਗਰੇਨ ਦੁਆਰਾ ਪ੍ਰਬੰਧਿਤ ਅਤੇ ਨਿਰਮਾਣੀ ਕੰਪਨੀਆਂ ਵਲੋਂ ਬਣਾਏ ਗਏ ਗੁਦਾਮਾਂ ਲਈ '10 ਸਾਲ ਦੀ ਗਰੰਟੀ ਕੰਪਨੀ ਸਕੀਮ' ਅਧੀਨ ਪੰਜਾਬ ਰਾਜ ਵਿਚ 29 ਥਾਵਾਂ 'ਤੇ ਅਨਾਜ ਦੇ ਭੰਡਾਰਨ ਲਈ 10.85 ਲੱਖ ਮੀਟਰਕ ਟਨ ਸਮਰੱਥਾ ਵਾਲੇ ਕਵਰਡ ਗੋਦਾਮਾਂ ਦੀ ਉਸਾਰੀ ਲਈ ਕਿਰਾਏ ਦੇ ਆਧਾਰ 'ਤੇ ਦਸ ਸਾਲਾ (10) ਲਈ ਗਾਰੰਟੀਸ਼ੁਦਾ ਲੀਜ਼ ਲਈ ਈ-ਬਿਡ ਮੰਗਦਾ ਹੈ। ਬਿਡ/ਟੈਂਡਰ ਦਸਤਾਵੇਜ਼ (ਆਰਐਫਪੀ) ਅਤੇ ਹੋਰ ਵੇਰਵੇ ਜੇਮ ਪੋਰਟਲ, ਯਾਨੀ https://gem.gov.in 'ਤੇ ਉਪਲਬਧ ਹਨ। ਆਰਐਫਪੀ ਵਿਭਾਗ ਦੀ ਵੈੱਬਸਾਈਟ ਯਾਨੀ http://foodsuppb.gov.in 'ਤੇ ਵੀ ਉਪਲਬਧ ਹੋਵੇਗਾ। ਆਰਐਫਪੀ ਵਿਚ ਨਿਰਧਾਰਤ ਤਰੀਕੇ ਨਾਲ ਪੂਰੀਆਂ ਹੋਈਆਂ ਬੋਲੀਆਂ 18.12.2025 ਨੂੰ ਸਵੇਰੇ 12:00 ਵਜੇ ਤੱਕ ਅਪਲੋਡ ਕੀਤੀਆਂ ਜਾਣੀਆਂ ਚਾਹੀਦੀਆਂ ਹਨ। ਬਿਡ ਤੋਂ ਪਹਿਲਾਂ ਦੀ ਮੀਟਿੰਗ 03.12.2025 ਨੂੰ ਸਵੇਰੇ 11:00 ਵਜੇ ਕਾਨਫਰੰਸ ਰੂਮ, ਪਨਗਰੇਨ ਮੁੱਖ ਦਫ਼ਤਰ, ਅਨਾਜ ਭਵਨ, ਸੈਕਟਰ-39ਸੀ, ਚੰਡੀਗੜ੍ਹ ਵਿਖੇ ਹੋਵੇਗੀ। (413, 1173, 733, 1274)
tender-table: ਲੜੀ ਨੰ. ਕੰਮ ਦਾ ਵੇਰਵਾ 1. 220 ਕੇ ਵੀ ਸਬ/ਸ ਕੋਹਾੜਾ ਵਿਖੇ 66 ਕੇਵੀ ਮਿਸੇਲੇ ਕੇ ਕੰਮ ਦਾ ਨਿਰਮਾਣ। ਟੈਂਡਰ ਇਨਕੁਆਇਰੀ ਨੰ. CW/JT-14/2025-26 (1090, 827, 1416, 868)
tender-footer: 1078/12/2025-26/5442 ਮੋਬਾਈਲ ਨੰ. -96461-17918 (1090, 924, 1416, 933)
tender-note: ਨੋਟ: ਟੈਂਡਰ ਨੋਟਿਸ ਲਈ ਕੋਈ ਵੀ ਸੋਧ/ਵਾਧਾ ਸਿਰਫ਼ ਉਪਰੋਕਤ ਵੈੱਬਸਾਈਟ 'ਤੇ ਪ੍ਰਕਾਸ਼ਿਤ ਕੀਤਾ ਜਾਵੇਗਾ। (80, 1141, 375, 1150)
pnb-housing-notice (744, 1738, 1424, 2154)
pspcl-logo: PSPCL (1088, 998, 1143, 1015)
notice-title: ਟੈਂਡਰ ਮੰਗਣ ਦੀ ਸੂਚਨਾ (507, 1150, 639, 1169)
header-red-bar (72, 44, 1424, 78)
eproc-link[interactable]: ਵੇਰਵਿਆਂ ਲਈ ਲਾਗਇਨ ਕਰੋ: https://eproc.punjab.gov.in (80, 1130, 276, 1139)
table-row: HOU/JAL/0416200070, NHL/JAL/1117000098 ਰੁ. 2715408.34 ਮਿਤੀ 28.01.2024 ਸੰਕੇਤਕ ਜਾਇਦਾਦ ਖਸਰਾ ਨੰ. 106/221, 7/23/2/1/2... ਰੁ. 2547000 ਰੁ. 254700 15-12-2025 ਰੁ. 10000 05.12.2025 18.12.2025 ਜਾਣਕਾਰੀ ਅਨੁਸਾਰ (747, 1986, 1422, 2056)
name-change-text: • ਮੈਂ, ਸਵਰਨ ਲਤਾ ਸਿਨਹਾ ਪਤਨੀ ਰਾਕੇਸ਼ ਕੁਮਾਰ ਸਿਨਹਾ ਵਾਸੀ 2013, ਦੂਜੀ ਮੰਜ਼ਿਲ, ਸੈਕਟਰ 44 ਸੀ, ਚੰਡੀਗੜ੍ਹ ਨੇ ਸੰਵੇਖ ਵਿਚ ਸਾਰੇ ਮੰਤਵ ਲਈ ਆਪਣਾ ਨਾਂ ਸਵਰਨ ਲਤਾ ਸਿਨਹਾ ਤੋਂ ਬਦਲ ਕੇ ਸਵਰਨਲਤਾ ਸਿਨਹਾ ਰੱਖ ਲਿਆ ਹੈ। (1082, 341, 1424, 377)
field-row: ਟੈਂਡਰ ਖੋਲਣ ਦੀ ਮਿਤੀ 16.12.2025 ਸ਼ਾਮ 13.00 ਵਜੇ ਤੱਕ (1088, 1092, 1351, 1101)
headline: ਪੰਜਾਬ ਯੂਨੀਵਰਸਿਟੀ ਸੈਨੇਟ ਚੋਣਾਂ ਦੀਆਂ ਤਰੀਕਾਂ ਦਾ ਐਲਾਨ (79, 539, 395, 557)
tender-sub: ਟੈਂਡਰ ਸੱਦਾ ਨੋਟਿਸ (211, 863, 263, 873)
pungrain-header: ਪੰਜਾਬ ਰਾਜ ਅਨਾਜ ਖਰੀਦ ਕਾਰਪੋਰੇਸ਼ਨ ਲਿਮਿਟਿਡ (ਪਨਗਰੇਨ) ਅਨਾਜ ਭਵਨ, ਸੈਕਟਰ 39 ਸੀ, ਚੰਡੀਗੜ੍ਹ (408, 1112, 738, 1145)
dept-title: ਮਿਊਂਸਪਲ ਕੌਂਸਲ ਰਾਜਪੁਰਾ (184, 849, 290, 863)
schedule-row: ਪੀ ਯੂ ਪ੍ਰੋਫੈਸਰ 2 14 ਸਤੰਬਰ 16 ਸਤੰਬਰ (74, 671, 384, 683)
notice-line-2: ਪੁੱਤਰ ਸ਼੍ਰੀ ਮਹਿੰਦਰ ਸਿੰਘ ਪਤਾ: 86-ਬੀ, ਸਰਾਭਾ ਨਗਰ, ਬਾਰਾਦਰੀ ਰੋਡ ਪਟਿਆਲਾ (117, 1300, 357, 1309)
crop-line-left (14, 40, 54, 41)
tender-table: ਲੜੀ ਨੰ. ਕੰਮ ਦਾ ਨਾਮ 1 ਐਸਪੀਐਸ ਨਗਰ, ਮੋਹਾਲੀ ਵਿਚ ਆਰਗੇਨਿਕਸ਼ਨਜ਼ ਦੀ ਮੁਰੰਮਤ ਅਤੇ ਨਵੀਨੀਕਰਨ 2 ਤੋਂ 5 ਜ਼ਿਲ੍ਹਾ ਲੁਧਿਆਣਾ, ਜ਼ਿਲ੍ਹਾ ਐਸਏਐਸ ਨਗਰ, ਜ਼ਿਲ੍ਹਾ ਮੋਗਾ ਅਤੇ ਜ਼ਿਲ੍ਹਾ ਫਤਿਹਗੜ੍ਹ ਸਾਹਿਬ ਵਿਚ ਪਾਰਕਿੰਗਾਂ ਦੀ ਮੁਰੰਮਤ ਅਤੇ ਨਵੀਨੀਕਰਨ 6 ਤੋਂ 11 ਪੰਜਾਬ ਰਾਜ ਵਿਚ ਐਸਡੀਐਸ ਨਗਰ, ਐਸਡੀਐਸ ਜਲੰਧਰ, ਐਸਡੀਐਸ ਲੋਹਾਰਪੁਰਾ... (80, 1010, 394, 1081)
table-row: 1. ਡਿਮਾਂਡ ਨੋਟਿਸ ਦੀ ਮਿਤੀ 06-09-2021 (416, 1664, 731, 1679)
continuation-band: ਸਫ਼ਾ ਤਿੰਨ ਦੀਆਂ ਬਾਕੀਆਂ (72, 80, 744, 106)
